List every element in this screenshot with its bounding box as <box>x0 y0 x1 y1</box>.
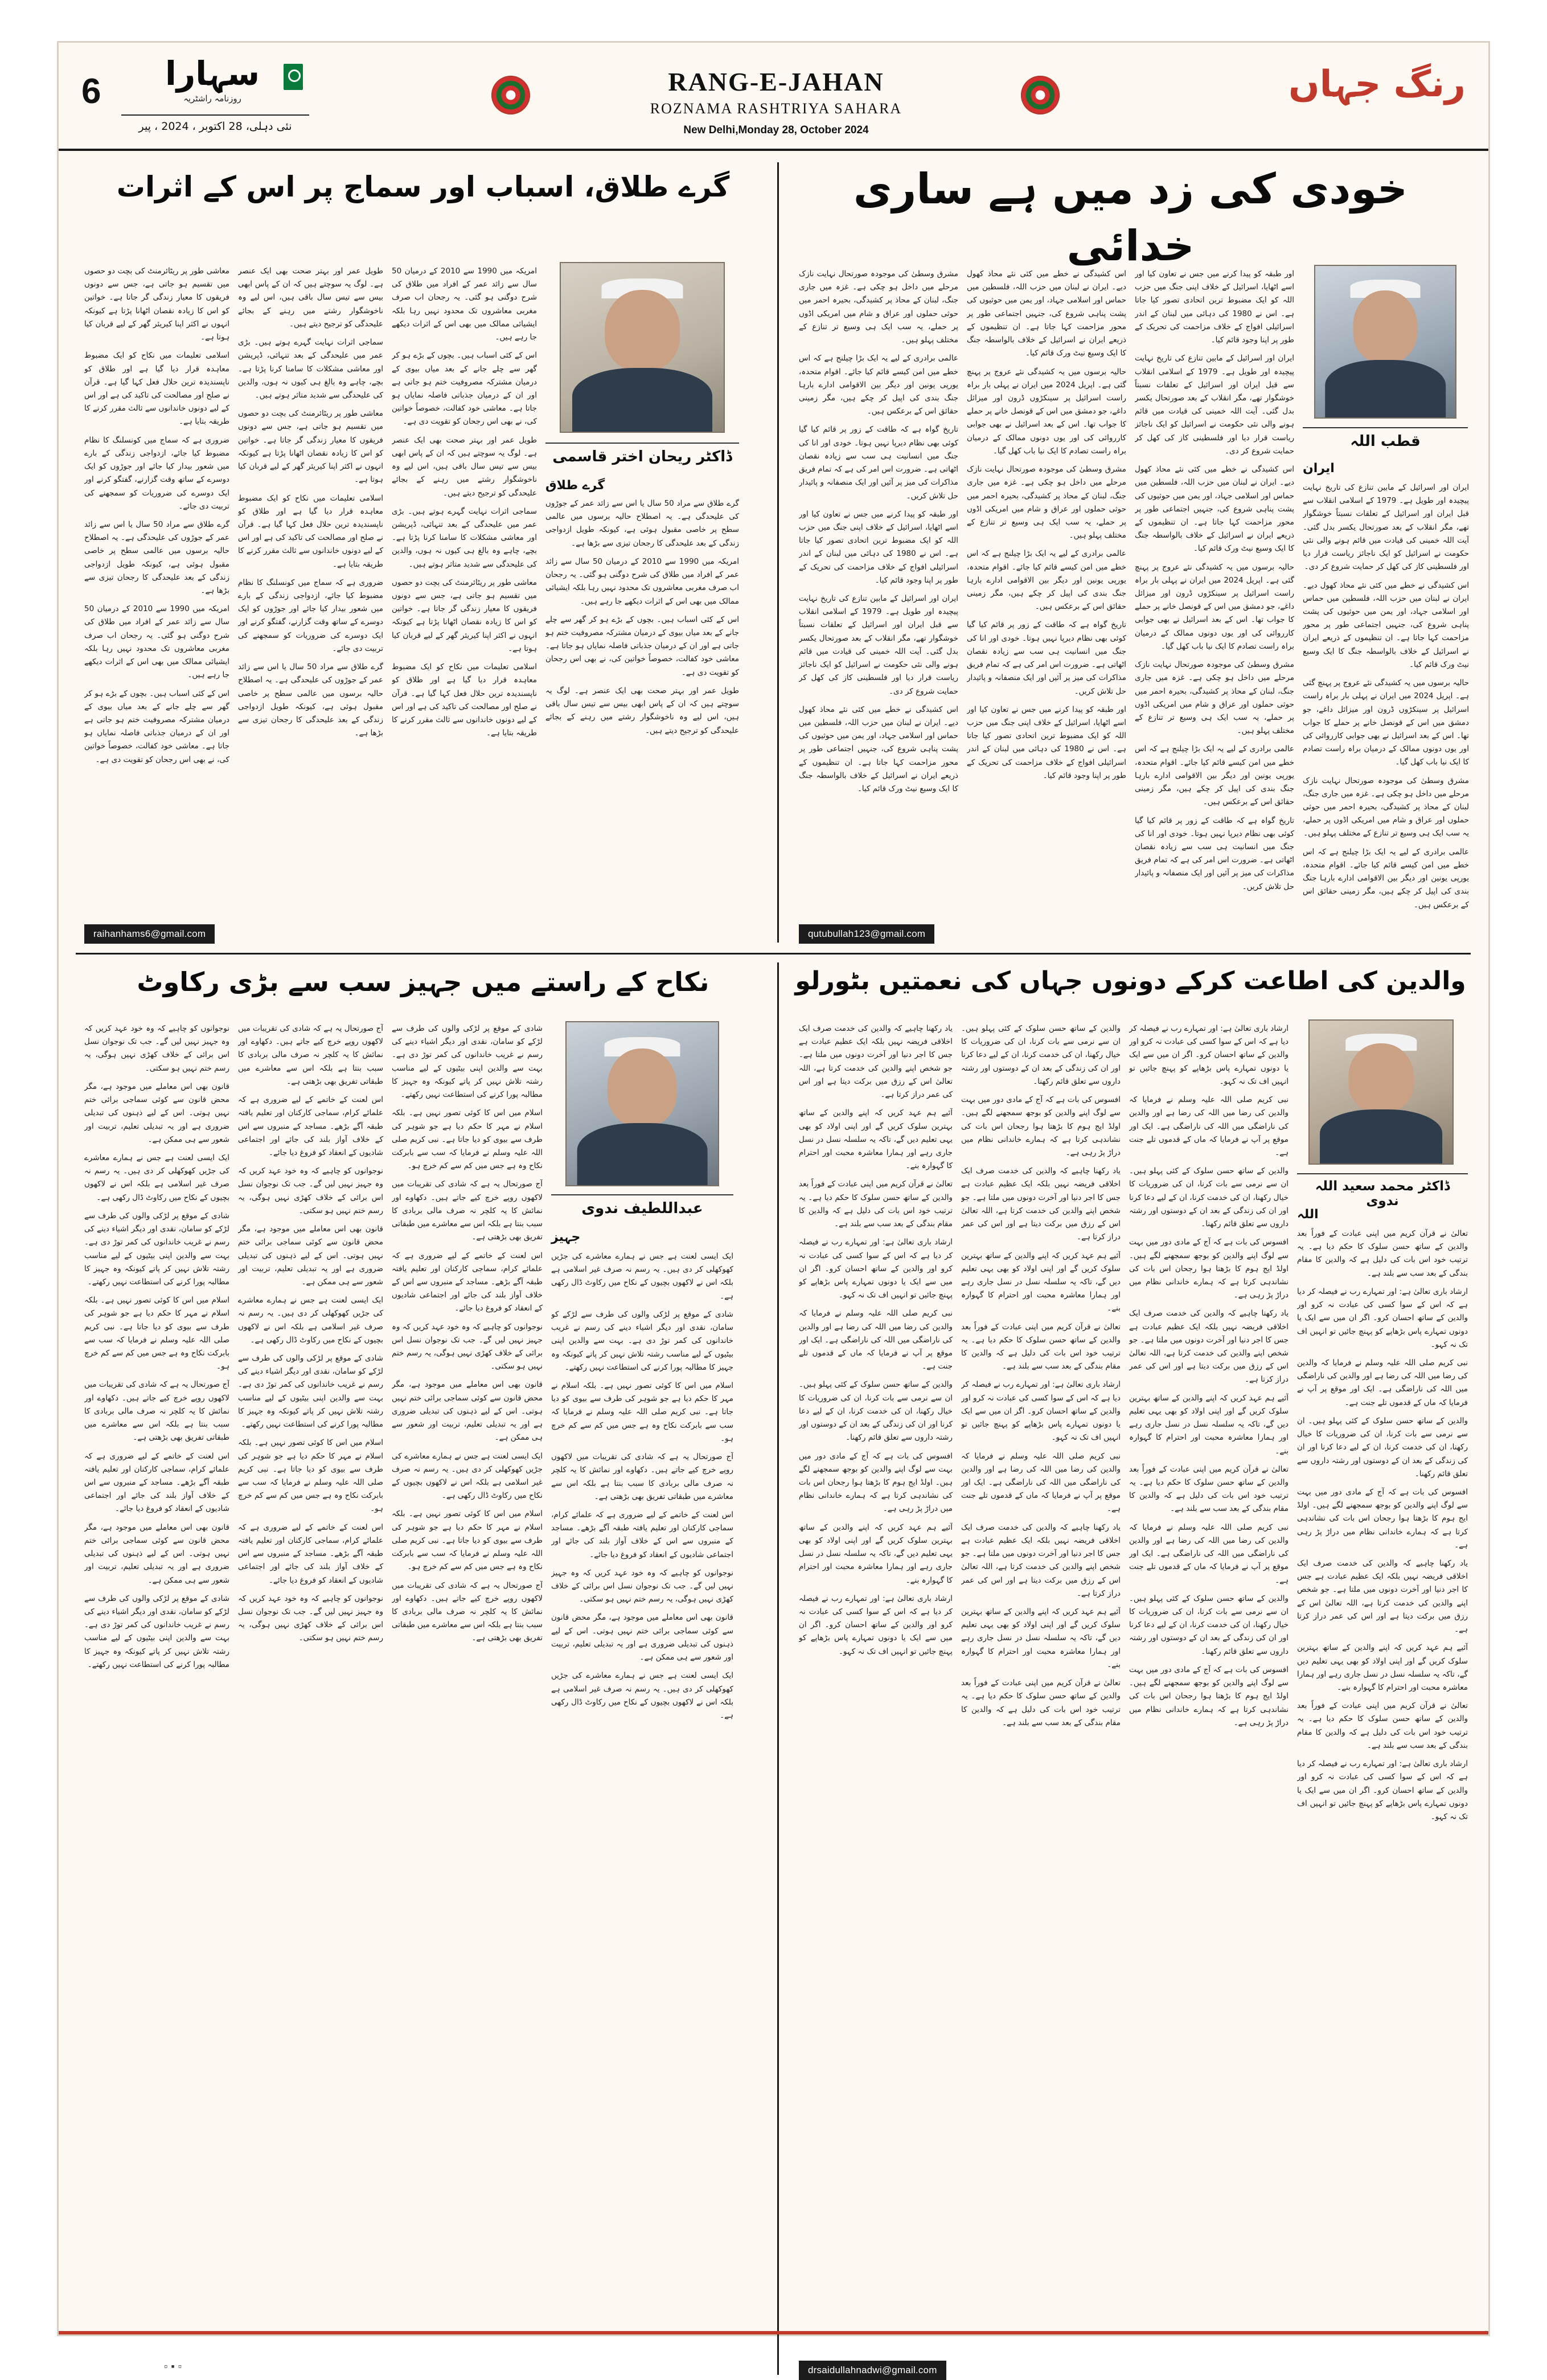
rosette-right-icon <box>1021 76 1060 114</box>
article-waldain-col-1: تعالیٰ نے قرآن کریم میں اپنی عبادت کے فوراً بعد والدین کے ساتھ حسن سلوک کا حکم دیا ہے۔ یہ ترتیب خود اس بات کی دلیل ہے کہ والدین کا مقام بندگی کے بعد سب سے بلند ہے۔ ارشاد باری تعالیٰ ہے: اور تمہارے رب نے فیصلہ کر دیا ہے کہ اس کے سوا کسی کی عبادت نہ کرو اور والدین کے ساتھ احسان کرو۔ اگر ان میں سے ایک یا دونوں تمہارے پاس بڑھاپے کو پہنچ جائیں تو انہیں اف تک نہ کہو۔ نبی کریم صلی اللہ علیہ وسلم نے فرمایا کہ والدین کی رضا میں اللہ کی رضا ہے اور والدین کی ناراضگی میں اللہ کی ناراضگی ہے۔ ایک اور موقع پر آپ نے فرمایا کہ ماں کے قدموں تلے جنت ہے۔ والدین کے ساتھ حسن سلوک کے کئی پہلو ہیں۔ ان سے نرمی سے بات کرنا، ان کی ضروریات کا خیال رکھنا، ان کی خدمت کرنا، ان کے لیے دعا کرنا اور ان کی زندگی کے بعد ان کے دوستوں اور رشتہ داروں سے تعلق قائم رکھنا۔ افسوس کی بات ہے کہ آج کے مادی دور میں بہت سے لوگ اپنے والدین کو بوجھ سمجھنے لگے ہیں۔ اولڈ ایج ہوم کا بڑھتا ہوا رجحان اس بات کی نشاندہی کرتا ہے کہ ہمارے خاندانی نظام میں دراڑ پڑ رہی ہے۔ یاد رکھنا چاہیے کہ والدین کی خدمت صرف ایک اخلاقی فریضہ نہیں بلکہ ایک عظیم عبادت ہے جس کا اجر دنیا اور آخرت دونوں میں ملتا ہے۔ جو شخص اپنے والدین کی خدمت کرتا ہے، اللہ تعالیٰ اس کے رزق میں برکت دیتا ہے اور اس کی عمر دراز کرتا ہے۔ آئیے ہم عہد کریں کہ اپنے والدین کے ساتھ بہترین سلوک کریں گے اور اپنی اولاد کو بھی یہی تعلیم دیں گے، تاکہ یہ سلسلہ نسل در نسل جاری رہے اور ہمارا معاشرہ محبت اور احترام کا گہوارہ بنے۔ تعالیٰ نے قرآن کریم میں اپنی عبادت کے فوراً بعد والدین کے ساتھ حسن سلوک کا حکم دیا ہے۔ یہ ترتیب خود اس بات کی دلیل ہے کہ والدین کا مقام بندگی کے بعد سب سے بلند ہے۔ ارشاد باری تعالیٰ ہے: اور تمہارے رب نے فیصلہ کر دیا ہے کہ اس کے سوا کسی کی عبادت نہ کرو اور والدین کے ساتھ احسان کرو۔ اگر ان میں سے ایک یا دونوں تمہارے پاس بڑھاپے کو پہنچ جائیں تو انہیں اف تک نہ کہو۔ <box>1297 1229 1468 1821</box>
article-khudi-lead-label: ایران <box>1303 461 1335 476</box>
divider-vertical-top <box>777 162 779 943</box>
author-photo-raihan <box>560 262 725 433</box>
byline-qutubullah <box>1303 427 1468 450</box>
section-date: New Delhi,Monday 28, October 2024 <box>683 124 869 136</box>
article-khudi-col-2: اور طبقہ کو پیدا کرنے میں جس نے تعاون کیا اور اسے اٹھایا، اسرائیل کے خلاف اپنی جنگ میں حزب اللہ کو ایک مضبوط ترین اتحادی تصور کیا جاتا ہے۔ اس نے 1980 کی دہائی میں لبنان کے اندر اسرائیلی افواج کے خلاف مزاحمت کی تحریک کے طور پر اپنا وجود قائم کیا۔ ایران اور اسرائیل کے مابین تنازع کی تاریخ نہایت پیچیدہ اور طویل ہے۔ 1979 کے اسلامی انقلاب سے قبل ایران اور اسرائیل کے تعلقات نسبتاً خوشگوار تھے، مگر انقلاب کے بعد صورتحال یکسر بدل گئی۔ آیت اللہ خمینی کی قیادت میں قائم ہونے والی نئی حکومت نے اسرائیل کو ایک ناجائز ریاست قرار دیا اور فلسطینی کاز کی کھل کر حمایت شروع کر دی۔ اس کشیدگی نے خطے میں کئی نئے محاذ کھول دیے۔ ایران نے لبنان میں حزب اللہ، فلسطین میں حماس اور اسلامی جہاد، اور یمن میں حوثیوں کی پشت پناہی شروع کی، جنہیں اجتماعی طور پر محور مزاحمت کہا جاتا ہے۔ ان تنظیموں کے ذریعے ایران نے اسرائیل کے خلاف بالواسطہ جنگ کا ایک وسیع نیٹ ورک قائم کیا۔ حالیہ برسوں میں یہ کشیدگی نئے عروج پر پہنچ گئی ہے۔ اپریل 2024 میں ایران نے پہلی بار براہ راست اسرائیل پر سینکڑوں ڈرون اور میزائل داغے، جو دمشق میں اس کے قونصل خانے پر حملے کا جواب تھا۔ اس کے بعد اسرائیل نے بھی جوابی کارروائی کی اور یوں دونوں ممالک کے درمیان براہ راست تصادم کا ایک نیا باب کھل گیا۔ مشرق وسطیٰ کی موجودہ صورتحال نہایت نازک مرحلے میں داخل ہو چکی ہے۔ غزہ میں جاری جنگ، لبنان کے محاذ پر کشیدگی، بحیرہ احمر میں حوثی حملوں اور عراق و شام میں امریکی اڈوں پر حملے، یہ سب ایک ہی وسیع تر تنازع کے مختلف پہلو ہیں۔ عالمی برادری کے لیے یہ ایک بڑا چیلنج ہے کہ اس خطے میں امن کیسے قائم کیا جائے۔ اقوام متحدہ، یورپی یونین اور دیگر بین الاقوامی ادارے بارہا جنگ بندی کی اپیل کر چکے ہیں، مگر زمینی حقائق اس کے برعکس ہیں۔ تاریخ گواہ ہے کہ طاقت کے زور پر قائم کیا گیا کوئی بھی نظام دیرپا نہیں ہوتا۔ خودی اور انا کی جنگ میں انسانیت ہی سب سے زیادہ نقصان اٹھاتی ہے۔ ضرورت اس امر کی ہے کہ تمام فریق مذاکرات کی میز پر آئیں اور ایک منصفانہ و پائیدار حل تلاش کریں۔ <box>1135 269 1294 891</box>
article-waldain-col-3: والدین کے ساتھ حسن سلوک کے کئی پہلو ہیں۔ ان سے نرمی سے بات کرنا، ان کی ضروریات کا خیال رکھنا، ان کی خدمت کرنا، ان کے لیے دعا کرنا اور ان کی زندگی کے بعد ان کے دوستوں اور رشتہ داروں سے تعلق قائم رکھنا۔ افسوس کی بات ہے کہ آج کے مادی دور میں بہت سے لوگ اپنے والدین کو بوجھ سمجھنے لگے ہیں۔ اولڈ ایج ہوم کا بڑھتا ہوا رجحان اس بات کی نشاندہی کرتا ہے کہ ہمارے خاندانی نظام میں دراڑ پڑ رہی ہے۔ یاد رکھنا چاہیے کہ والدین کی خدمت صرف ایک اخلاقی فریضہ نہیں بلکہ ایک عظیم عبادت ہے جس کا اجر دنیا اور آخرت دونوں میں ملتا ہے۔ جو شخص اپنے والدین کی خدمت کرتا ہے، اللہ تعالیٰ اس کے رزق میں برکت دیتا ہے اور اس کی عمر دراز کرتا ہے۔ آئیے ہم عہد کریں کہ اپنے والدین کے ساتھ بہترین سلوک کریں گے اور اپنی اولاد کو بھی یہی تعلیم دیں گے، تاکہ یہ سلسلہ نسل در نسل جاری رہے اور ہمارا معاشرہ محبت اور احترام کا گہوارہ بنے۔ تعالیٰ نے قرآن کریم میں اپنی عبادت کے فوراً بعد والدین کے ساتھ حسن سلوک کا حکم دیا ہے۔ یہ ترتیب خود اس بات کی دلیل ہے کہ والدین کا مقام بندگی کے بعد سب سے بلند ہے۔ ارشاد باری تعالیٰ ہے: اور تمہارے رب نے فیصلہ کر دیا ہے کہ اس کے سوا کسی کی عبادت نہ کرو اور والدین کے ساتھ احسان کرو۔ اگر ان میں سے ایک یا دونوں تمہارے پاس بڑھاپے کو پہنچ جائیں تو انہیں اف تک نہ کہو۔ نبی کریم صلی اللہ علیہ وسلم نے فرمایا کہ والدین کی رضا میں اللہ کی رضا ہے اور والدین کی ناراضگی میں اللہ کی ناراضگی ہے۔ ایک اور موقع پر آپ نے فرمایا کہ ماں کے قدموں تلے جنت ہے۔ یاد رکھنا چاہیے کہ والدین کی خدمت صرف ایک اخلاقی فریضہ نہیں بلکہ ایک عظیم عبادت ہے جس کا اجر دنیا اور آخرت دونوں میں ملتا ہے۔ جو شخص اپنے والدین کی خدمت کرتا ہے، اللہ تعالیٰ اس کے رزق میں برکت دیتا ہے اور اس کی عمر دراز کرتا ہے۔ آئیے ہم عہد کریں کہ اپنے والدین کے ساتھ بہترین سلوک کریں گے اور اپنی اولاد کو بھی یہی تعلیم دیں گے، تاکہ یہ سلسلہ نسل در نسل جاری رہے اور ہمارا معاشرہ محبت اور احترام کا گہوارہ بنے۔ تعالیٰ نے قرآن کریم میں اپنی عبادت کے فوراً بعد والدین کے ساتھ حسن سلوک کا حکم دیا ہے۔ یہ ترتیب خود اس بات کی دلیل ہے کہ والدین کا مقام بندگی کے بعد سب سے بلند ہے۔ <box>961 1024 1121 1727</box>
divider-horizontal-main <box>76 953 1471 955</box>
article-talaq-col-1: گرے طلاق سے مراد 50 سال یا اس سے زائد عمر کے جوڑوں کی علیحدگی ہے۔ یہ اصطلاح حالیہ برسوں میں عالمی سطح پر خاصی مقبول ہوئی ہے، کیونکہ طویل ازدواجی زندگی کے بعد علیحدگی کا رجحان تیزی سے بڑھا ہے۔ امریکہ میں 1990 سے 2010 کے درمیان 50 سال سے زائد عمر کے افراد میں طلاق کی شرح دوگنی ہو گئی۔ یہ رجحان اب صرف مغربی معاشروں تک محدود نہیں رہا بلکہ ایشیائی ممالک میں بھی اس کے اثرات دیکھے جا رہے ہیں۔ اس کے کئی اسباب ہیں۔ بچوں کے بڑے ہو کر گھر سے چلے جانے کے بعد میاں بیوی کے درمیان مشترکہ مصروفیت ختم ہو جاتی ہے اور ان کے درمیان جذباتی فاصلہ نمایاں ہو جاتا ہے۔ معاشی خود کفالت، خصوصاً خواتین کی، نے بھی اس رجحان کو تقویت دی ہے۔ طویل عمر اور بہتر صحت بھی ایک عنصر ہے۔ لوگ یہ سوچتے ہیں کہ ان کے پاس ابھی بیس سے تیس سال باقی ہیں، اس لیے وہ ناخوشگوار رشتے میں رہنے کے بجائے علیحدگی کو ترجیح دیتے ہیں۔ <box>545 499 739 735</box>
article-waldain-col-2: ارشاد باری تعالیٰ ہے: اور تمہارے رب نے فیصلہ کر دیا ہے کہ اس کے سوا کسی کی عبادت نہ کرو اور والدین کے ساتھ احسان کرو۔ اگر ان میں سے ایک یا دونوں تمہارے پاس بڑھاپے کو پہنچ جائیں تو انہیں اف تک نہ کہو۔ نبی کریم صلی اللہ علیہ وسلم نے فرمایا کہ والدین کی رضا میں اللہ کی رضا ہے اور والدین کی ناراضگی میں اللہ کی ناراضگی ہے۔ ایک اور موقع پر آپ نے فرمایا کہ ماں کے قدموں تلے جنت ہے۔ والدین کے ساتھ حسن سلوک کے کئی پہلو ہیں۔ ان سے نرمی سے بات کرنا، ان کی ضروریات کا خیال رکھنا، ان کی خدمت کرنا، ان کے لیے دعا کرنا اور ان کی زندگی کے بعد ان کے دوستوں اور رشتہ داروں سے تعلق قائم رکھنا۔ افسوس کی بات ہے کہ آج کے مادی دور میں بہت سے لوگ اپنے والدین کو بوجھ سمجھنے لگے ہیں۔ اولڈ ایج ہوم کا بڑھتا ہوا رجحان اس بات کی نشاندہی کرتا ہے کہ ہمارے خاندانی نظام میں دراڑ پڑ رہی ہے۔ یاد رکھنا چاہیے کہ والدین کی خدمت صرف ایک اخلاقی فریضہ نہیں بلکہ ایک عظیم عبادت ہے جس کا اجر دنیا اور آخرت دونوں میں ملتا ہے۔ جو شخص اپنے والدین کی خدمت کرتا ہے، اللہ تعالیٰ اس کے رزق میں برکت دیتا ہے اور اس کی عمر دراز کرتا ہے۔ آئیے ہم عہد کریں کہ اپنے والدین کے ساتھ بہترین سلوک کریں گے اور اپنی اولاد کو بھی یہی تعلیم دیں گے، تاکہ یہ سلسلہ نسل در نسل جاری رہے اور ہمارا معاشرہ محبت اور احترام کا گہوارہ بنے۔ تعالیٰ نے قرآن کریم میں اپنی عبادت کے فوراً بعد والدین کے ساتھ حسن سلوک کا حکم دیا ہے۔ یہ ترتیب خود اس بات کی دلیل ہے کہ والدین کا مقام بندگی کے بعد سب سے بلند ہے۔ نبی کریم صلی اللہ علیہ وسلم نے فرمایا کہ والدین کی رضا میں اللہ کی رضا ہے اور والدین کی ناراضگی میں اللہ کی ناراضگی ہے۔ ایک اور موقع پر آپ نے فرمایا کہ ماں کے قدموں تلے جنت ہے۔ والدین کے ساتھ حسن سلوک کے کئی پہلو ہیں۔ ان سے نرمی سے بات کرنا، ان کی ضروریات کا خیال رکھنا، ان کی خدمت کرنا، ان کے لیے دعا کرنا اور ان کی زندگی کے بعد ان کے دوستوں اور رشتہ داروں سے تعلق قائم رکھنا۔ افسوس کی بات ہے کہ آج کے مادی دور میں بہت سے لوگ اپنے والدین کو بوجھ سمجھنے لگے ہیں۔ اولڈ ایج ہوم کا بڑھتا ہوا رجحان اس بات کی نشاندہی کرتا ہے کہ ہمارے خاندانی نظام میں دراڑ پڑ رہی ہے۔ <box>1129 1024 1289 1727</box>
byline-raihan <box>545 443 739 465</box>
article-talaq-col-3: طویل عمر اور بہتر صحت بھی ایک عنصر ہے۔ لوگ یہ سوچتے ہیں کہ ان کے پاس ابھی بیس سے تیس سال باقی ہیں، اس لیے وہ ناخوشگوار رشتے میں رہنے کے بجائے علیحدگی کو ترجیح دیتے ہیں۔ سماجی اثرات نہایت گہرے ہوتے ہیں۔ بڑی عمر میں علیحدگی کے بعد تنہائی، ڈپریشن اور معاشی مشکلات کا سامنا کرنا پڑتا ہے۔ بچے، چاہے وہ بالغ ہی کیوں نہ ہوں، والدین کی علیحدگی سے شدید متاثر ہوتے ہیں۔ معاشی طور پر ریٹائرمنٹ کی بچت دو حصوں میں تقسیم ہو جاتی ہے، جس سے دونوں فریقوں کا معیار زندگی گر جاتا ہے۔ خواتین کو اس کا زیادہ نقصان اٹھانا پڑتا ہے کیونکہ انہوں نے اکثر اپنا کیریئر گھر کے لیے قربان کیا ہوتا ہے۔ اسلامی تعلیمات میں نکاح کو ایک مضبوط معاہدہ قرار دیا گیا ہے اور طلاق کو ناپسندیدہ ترین حلال فعل کہا گیا ہے۔ قرآن نے صلح اور مصالحت کی تاکید کی ہے اور اس کے لیے دونوں خاندانوں سے ثالث مقرر کرنے کا طریقہ بتایا ہے۔ ضروری ہے کہ سماج میں کونسلنگ کا نظام مضبوط کیا جائے، ازدواجی زندگی کے بارے میں شعور بیدار کیا جائے اور جوڑوں کو ایک دوسرے کے ساتھ وقت گزارنے، گفتگو کرنے اور ایک دوسرے کی ضروریات کو سمجھنے کی تربیت دی جائے۔ گرے طلاق سے مراد 50 سال یا اس سے زائد عمر کے جوڑوں کی علیحدگی ہے۔ یہ اصطلاح حالیہ برسوں میں عالمی سطح پر خاصی مقبول ہوئی ہے، کیونکہ طویل ازدواجی زندگی کے بعد علیحدگی کا رجحان تیزی سے بڑھا ہے۔ <box>238 267 383 738</box>
author-name: قطب اللہ <box>1350 433 1421 450</box>
article-nikah-headline: نکاح کے راستے میں جہیز سب سے بڑی رکاوٹ <box>137 966 709 997</box>
article-talaq-headline: گرے طلاق، اسباب اور سماج پر اس کے اثرات <box>116 170 730 203</box>
masthead <box>59 43 1488 151</box>
author-photo-saidullah <box>1308 1019 1454 1165</box>
author-photo-qutubullah <box>1314 265 1456 419</box>
rosette-left-icon <box>491 76 530 114</box>
article-waldain-email[interactable]: drsaidullahnadwi@gmail.com <box>799 2361 946 2380</box>
article-talaq-lead-label: گرے طلاق <box>545 478 605 493</box>
article-talaq-email[interactable]: raihanhams6@gmail.com <box>84 924 215 944</box>
newspaper-page: 6 سہارا روزنامہ راشٹریہ نئی دہلی، 28 اکتوبر ، 2024 ، پیر RANG-E-JAHAN ROZNAMA RASHTRIYA SAHARA New Delhi,Monday 28, October 2024 رنگ جہاں خودی کی زد میں ہے ساری خدائی قطب اللہ ایران ایران اور اسرائیل کے مابین تنازع کی تاریخ نہایت پیچیدہ اور طویل ہے۔ 1979 کے اسلامی انقلاب سے قبل ایران اور اسرائیل کے تعلقات نسبتاً خوشگوار تھے، مگر انقلاب کے بعد صورتحال یکسر بدل گئی۔ آیت اللہ خمینی کی قیادت میں قائم ہونے والی نئی حکومت نے اسرائیل کو ایک ناجائز ریاست قرار دیا اور فلسطینی کاز کی کھل کر حمایت شروع کر دی۔ اس کشیدگی نے خطے میں کئی نئے محاذ کھول دیے۔ ایران نے لبنان میں حزب اللہ، فلسطین میں حماس اور اسلامی جہاد، اور یمن میں حوثیوں کی پشت پناہی شروع کی، جنہیں اجتماعی طور پر محور مزاحمت کہا جاتا ہے۔ ان تنظیموں کے ذریعے ایران نے اسرائیل کے خلاف بالواسطہ جنگ کا ایک وسیع نیٹ ورک قائم کیا۔ حالیہ برسوں میں یہ کشیدگی نئے عروج پر پہنچ گئی ہے۔ اپریل 2024 میں ایران نے پہلی بار براہ راست اسرائیل پر سینکڑوں ڈرون اور میزائل داغے، جو دمشق میں اس کے قونصل خانے پر حملے کا جواب تھا۔ اس کے بعد اسرائیل نے بھی جوابی کارروائی کی اور یوں دونوں ممالک کے درمیان براہ راست تصادم کا ایک نیا باب کھل گیا۔ مشرق وسطیٰ کی موجودہ صورتحال نہایت نازک مرحلے میں داخل ہو چکی ہے۔ غزہ میں جاری جنگ، لبنان کے محاذ پر کشیدگی، بحیرہ احمر میں حوثی حملوں اور عراق و شام میں امریکی اڈوں پر حملے، یہ سب ایک ہی وسیع تر تنازع کے مختلف پہلو ہیں۔ عالمی برادری کے لیے یہ ایک بڑا چیلنج ہے کہ اس خطے میں امن کیسے قائم کیا جائے۔ اقوام متحدہ، یورپی یونین اور دیگر بین الاقوامی ادارے بارہا جنگ بندی کی اپیل کر چکے ہیں، مگر زمینی حقائق اس کے برعکس ہیں۔ اور طبقہ کو پیدا کرنے میں جس نے تعاون کیا اور اسے اٹھایا، اسرائیل کے خلاف اپنی جنگ میں حزب اللہ کو ایک مضبوط ترین اتحادی تصور کیا جاتا ہے۔ اس نے 1980 کی دہائی میں لبنان کے اندر اسرائیلی افواج کے خلاف مزاحمت کی تحریک کے طور پر اپنا وجود قائم کیا۔ ایران اور اسرائیل کے مابین تنازع کی تاریخ نہایت پیچیدہ اور طویل ہے۔ 1979 کے اسلامی انقلاب سے قبل ایران اور اسرائیل کے تعلقات نسبتاً خوشگوار تھے، مگر انقلاب کے بعد صورتحال یکسر بدل گئی۔ آیت اللہ خمینی کی قیادت میں قائم ہونے والی نئی حکومت نے اسرائیل کو ایک ناجائز ریاست قرار دیا اور فلسطینی کاز کی کھل کر حمایت شروع کر دی۔ اس کشیدگی نے خطے میں کئی نئے محاذ کھول دیے۔ ایران نے لبنان میں حزب اللہ، فلسطین میں حماس اور اسلامی جہاد، اور یمن میں حوثیوں کی پشت پناہی شروع کی، جنہیں اجتماعی طور پر محور مزاحمت کہا جاتا ہے۔ ان تنظیموں کے ذریعے ایران نے اسرائیل کے خلاف بالواسطہ جنگ کا ایک وسیع نیٹ ورک قائم کیا۔ حالیہ برسوں میں یہ کشیدگی نئے عروج پر پہنچ گئی ہے۔ اپریل 2024 میں ایران نے پہلی بار براہ راست اسرائیل پر سینکڑوں ڈرون اور میزائل داغے، جو دمشق میں اس کے قونصل خانے پر حملے کا جواب تھا۔ اس کے بعد اسرائیل نے بھی جوابی کارروائی کی اور یوں دونوں ممالک کے درمیان براہ راست تصادم کا ایک نیا باب کھل گیا۔ مشرق وسطیٰ کی موجودہ صورتحال نہایت نازک مرحلے میں داخل ہو چکی ہے۔ غزہ میں جاری جنگ، لبنان کے محاذ پر کشیدگی، بحیرہ احمر میں حوثی حملوں اور عراق و شام میں امریکی اڈوں پر حملے، یہ سب ایک ہی وسیع تر تنازع کے مختلف پہلو ہیں۔ عالمی برادری کے لیے یہ ایک بڑا چیلنج ہے کہ اس خطے میں امن کیسے قائم کیا جائے۔ اقوام متحدہ، یورپی یونین اور دیگر بین الاقوامی ادارے بارہا جنگ بندی کی اپیل کر چکے ہیں، مگر زمینی حقائق اس کے برعکس ہیں۔ تاریخ گواہ ہے کہ طاقت کے زور پر قائم کیا گیا کوئی بھی نظام دیرپا نہیں ہوتا۔ خودی اور انا کی جنگ میں انسانیت ہی سب سے زیادہ نقصان اٹھاتی ہے۔ ضرورت اس امر کی ہے کہ تمام فریق مذاکرات کی میز پر آئیں اور ایک منصفانہ و پائیدار حل تلاش کریں۔ اس کشیدگی نے خطے میں کئی نئے محاذ کھول دیے۔ ایران نے لبنان میں حزب اللہ، فلسطین میں حماس اور اسلامی جہاد، اور یمن میں حوثیوں کی پشت پناہی شروع کی، جنہیں اجتماعی طور پر محور مزاحمت کہا جاتا ہے۔ ان تنظیموں کے ذریعے ایران نے اسرائیل کے خلاف بالواسطہ جنگ کا ایک وسیع نیٹ ورک قائم کیا۔ حالیہ برسوں میں یہ کشیدگی نئے عروج پر پہنچ گئی ہے۔ اپریل 2024 میں ایران نے پہلی بار براہ راست اسرائیل پر سینکڑوں ڈرون اور میزائل داغے، جو دمشق میں اس کے قونصل خانے پر حملے کا جواب تھا۔ اس کے بعد اسرائیل نے بھی جوابی کارروائی کی اور یوں دونوں ممالک کے درمیان براہ راست تصادم کا ایک نیا باب کھل گیا۔ مشرق وسطیٰ کی موجودہ صورتحال نہایت نازک مرحلے میں داخل ہو چکی ہے۔ غزہ میں جاری جنگ، لبنان کے محاذ پر کشیدگی، بحیرہ احمر میں حوثی حملوں اور عراق و شام میں امریکی اڈوں پر حملے، یہ سب ایک ہی وسیع تر تنازع کے مختلف پہلو ہیں۔ عالمی برادری کے لیے یہ ایک بڑا چیلنج ہے کہ اس خطے میں امن کیسے قائم کیا جائے۔ اقوام متحدہ، یورپی یونین اور دیگر بین الاقوامی ادارے بارہا جنگ بندی کی اپیل کر چکے ہیں، مگر زمینی حقائق اس کے برعکس ہیں۔ تاریخ گواہ ہے کہ طاقت کے زور پر قائم کیا گیا کوئی بھی نظام دیرپا نہیں ہوتا۔ خودی اور انا کی جنگ میں انسانیت ہی سب سے زیادہ نقصان اٹھاتی ہے۔ ضرورت اس امر کی ہے کہ تمام فریق مذاکرات کی میز پر آئیں اور ایک منصفانہ و پائیدار حل تلاش کریں۔ اور طبقہ کو پیدا کرنے میں جس نے تعاون کیا اور اسے اٹھایا، اسرائیل کے خلاف اپنی جنگ میں حزب اللہ کو ایک مضبوط ترین اتحادی تصور کیا جاتا ہے۔ اس نے 1980 کی دہائی میں لبنان کے اندر اسرائیلی افواج کے خلاف مزاحمت کی تحریک کے طور پر اپنا وجود قائم کیا۔ مشرق وسطیٰ کی موجودہ صورتحال نہایت نازک مرحلے میں داخل ہو چکی ہے۔ غزہ میں جاری جنگ، لبنان کے محاذ پر کشیدگی، بحیرہ احمر میں حوثی حملوں اور عراق و شام میں امریکی اڈوں پر حملے، یہ سب ایک ہی وسیع تر تنازع کے مختلف پہلو ہیں۔ عالمی برادری کے لیے یہ ایک بڑا چیلنج ہے کہ اس خطے میں امن کیسے قائم کیا جائے۔ اقوام متحدہ، یورپی یونین اور دیگر بین الاقوامی ادارے بارہا جنگ بندی کی اپیل کر چکے ہیں، مگر زمینی حقائق اس کے برعکس ہیں۔ تاریخ گواہ ہے کہ طاقت کے زور پر قائم کیا گیا کوئی بھی نظام دیرپا نہیں ہوتا۔ خودی اور انا کی جنگ میں انسانیت ہی سب سے زیادہ نقصان اٹھاتی ہے۔ ضرورت اس امر کی ہے کہ تمام فریق مذاکرات کی میز پر آئیں اور ایک منصفانہ و پائیدار حل تلاش کریں۔ اور طبقہ کو پیدا کرنے میں جس نے تعاون کیا اور اسے اٹھایا، اسرائیل کے خلاف اپنی جنگ میں حزب اللہ کو ایک مضبوط ترین اتحادی تصور کیا جاتا ہے۔ اس نے 1980 کی دہائی میں لبنان کے اندر اسرائیلی افواج کے خلاف مزاحمت کی تحریک کے طور پر اپنا وجود قائم کیا۔ ایران اور اسرائیل کے مابین تنازع کی تاریخ نہایت پیچیدہ اور طویل ہے۔ 1979 کے اسلامی انقلاب سے قبل ایران اور اسرائیل کے تعلقات نسبتاً خوشگوار تھے، مگر انقلاب کے بعد صورتحال یکسر بدل گئی۔ آیت اللہ خمینی کی قیادت میں قائم ہونے والی نئی حکومت نے اسرائیل کو ایک ناجائز ریاست قرار دیا اور فلسطینی کاز کی کھل کر حمایت شروع کر دی۔ اس کشیدگی نے خطے میں کئی نئے محاذ کھول دیے۔ ایران نے لبنان میں حزب اللہ، فلسطین میں حماس اور اسلامی جہاد، اور یمن میں حوثیوں کی پشت پناہی شروع کی، جنہیں اجتماعی طور پر محور مزاحمت کہا جاتا ہے۔ ان تنظیموں کے ذریعے ایران نے اسرائیل کے خلاف بالواسطہ جنگ کا ایک وسیع نیٹ ورک قائم کیا۔ qutubullah123@gmail.com گرے طلاق، اسباب اور سماج پر اس کے اثرات ڈاکٹر ریحان اختر قاسمی گرے طلاق گرے طلاق سے مراد 50 سال یا اس سے زائد عمر کے جوڑوں کی علیحدگی ہے۔ یہ اصطلاح حالیہ برسوں میں عالمی سطح پر خاصی مقبول ہوئی ہے، کیونکہ طویل ازدواجی زندگی کے بعد علیحدگی کا رجحان تیزی سے بڑھا ہے۔ امریکہ میں 1990 سے 2010 کے درمیان 50 سال سے زائد عمر کے افراد میں طلاق کی شرح دوگنی ہو گئی۔ یہ رجحان اب صرف مغربی معاشروں تک محدود نہیں رہا بلکہ ایشیائی ممالک میں بھی اس کے اثرات دیکھے جا رہے ہیں۔ اس کے کئی اسباب ہیں۔ بچوں کے بڑے ہو کر گھر سے چلے جانے کے بعد میاں بیوی کے درمیان مشترکہ مصروفیت ختم ہو جاتی ہے اور ان کے درمیان جذباتی فاصلہ نمایاں ہو جاتا ہے۔ معاشی خود کفالت، خصوصاً خواتین کی، نے بھی اس رجحان کو تقویت دی ہے۔ طویل عمر اور بہتر صحت بھی ایک عنصر ہے۔ لوگ یہ سوچتے ہیں کہ ان کے پاس ابھی بیس سے تیس سال باقی ہیں، اس لیے وہ ناخوشگوار رشتے میں رہنے کے بجائے علیحدگی کو ترجیح دیتے ہیں۔ امریکہ میں 1990 سے 2010 کے درمیان 50 سال سے زائد عمر کے افراد میں طلاق کی شرح دوگنی ہو گئی۔ یہ رجحان اب صرف مغربی معاشروں تک محدود نہیں رہا بلکہ ایشیائی ممالک میں بھی اس کے اثرات دیکھے جا رہے ہیں۔ اس کے کئی اسباب ہیں۔ بچوں کے بڑے ہو کر گھر سے چلے جانے کے بعد میاں بیوی کے درمیان مشترکہ مصروفیت ختم ہو جاتی ہے اور ان کے درمیان جذباتی فاصلہ نمایاں ہو جاتا ہے۔ معاشی خود کفالت، خصوصاً خواتین کی، نے بھی اس رجحان کو تقویت دی ہے۔ طویل عمر اور بہتر صحت بھی ایک عنصر ہے۔ لوگ یہ سوچتے ہیں کہ ان کے پاس ابھی بیس سے تیس سال باقی ہیں، اس لیے وہ ناخوشگوار رشتے میں رہنے کے بجائے علیحدگی کو ترجیح دیتے ہیں۔ سماجی اثرات نہایت گہرے ہوتے ہیں۔ بڑی عمر میں علیحدگی کے بعد تنہائی، ڈپریشن اور معاشی مشکلات کا سامنا کرنا پڑتا ہے۔ بچے، چاہے وہ بالغ ہی کیوں نہ ہوں، والدین کی علیحدگی سے شدید متاثر ہوتے ہیں۔ معاشی طور پر ریٹائرمنٹ کی بچت دو حصوں میں تقسیم ہو جاتی ہے، جس سے دونوں فریقوں کا معیار زندگی گر جاتا ہے۔ خواتین کو اس کا زیادہ نقصان اٹھانا پڑتا ہے کیونکہ انہوں نے اکثر اپنا کیریئر گھر کے لیے قربان کیا ہوتا ہے۔ اسلامی تعلیمات میں نکاح کو ایک مضبوط معاہدہ قرار دیا گیا ہے اور طلاق کو ناپسندیدہ ترین حلال فعل کہا گیا ہے۔ قرآن نے صلح اور مصالحت کی تاکید کی ہے اور اس کے لیے دونوں خاندانوں سے ثالث مقرر کرنے کا طریقہ بتایا ہے۔ طویل عمر اور بہتر صحت بھی ایک عنصر ہے۔ لوگ یہ سوچتے ہیں کہ ان کے پاس ابھی بیس سے تیس سال باقی ہیں، اس لیے وہ ناخوشگوار رشتے میں رہنے کے بجائے علیحدگی کو ترجیح دیتے ہیں۔ سماجی اثرات نہایت گہرے ہوتے ہیں۔ بڑی عمر میں علیحدگی کے بعد تنہائی، ڈپریشن اور معاشی مشکلات کا سامنا کرنا پڑتا ہے۔ بچے، چاہے وہ بالغ ہی کیوں نہ ہوں، والدین کی علیحدگی سے شدید متاثر ہوتے ہیں۔ معاشی طور پر ریٹائرمنٹ کی بچت دو حصوں میں تقسیم ہو جاتی ہے، جس سے دونوں فریقوں کا معیار زندگی گر جاتا ہے۔ خواتین کو اس کا زیادہ نقصان اٹھانا پڑتا ہے کیونکہ انہوں نے اکثر اپنا کیریئر گھر کے لیے قربان کیا ہوتا ہے۔ اسلامی تعلیمات میں نکاح کو ایک مضبوط معاہدہ قرار دیا گیا ہے اور طلاق کو ناپسندیدہ ترین حلال فعل کہا گیا ہے۔ قرآن نے صلح اور مصالحت کی تاکید کی ہے اور اس کے لیے دونوں خاندانوں سے ثالث مقرر کرنے کا طریقہ بتایا ہے۔ ضروری ہے کہ سماج میں کونسلنگ کا نظام مضبوط کیا جائے، ازدواجی زندگی کے بارے میں شعور بیدار کیا جائے اور جوڑوں کو ایک دوسرے کے ساتھ وقت گزارنے، گفتگو کرنے اور ایک دوسرے کی ضروریات کو سمجھنے کی تربیت دی جائے۔ گرے طلاق سے مراد 50 سال یا اس سے زائد عمر کے جوڑوں کی علیحدگی ہے۔ یہ اصطلاح حالیہ برسوں میں عالمی سطح پر خاصی مقبول ہوئی ہے، کیونکہ طویل ازدواجی زندگی کے بعد علیحدگی کا رجحان تیزی سے بڑھا ہے۔ معاشی طور پر ریٹائرمنٹ کی بچت دو حصوں میں تقسیم ہو جاتی ہے، جس سے دونوں فریقوں کا معیار زندگی گر جاتا ہے۔ خواتین کو اس کا زیادہ نقصان اٹھانا پڑتا ہے کیونکہ انہوں نے اکثر اپنا کیریئر گھر کے لیے قربان کیا ہوتا ہے۔ اسلامی تعلیمات میں نکاح کو ایک مضبوط معاہدہ قرار دیا گیا ہے اور طلاق کو ناپسندیدہ ترین حلال فعل کہا گیا ہے۔ قرآن نے صلح اور مصالحت کی تاکید کی ہے اور اس کے لیے دونوں خاندانوں سے ثالث مقرر کرنے کا طریقہ بتایا ہے۔ ضروری ہے کہ سماج میں کونسلنگ کا نظام مضبوط کیا جائے، ازدواجی زندگی کے بارے میں شعور بیدار کیا جائے اور جوڑوں کو ایک دوسرے کے ساتھ وقت گزارنے، گفتگو کرنے اور ایک دوسرے کی ضروریات کو سمجھنے کی تربیت دی جائے۔ گرے طلاق سے مراد 50 سال یا اس سے زائد عمر کے جوڑوں کی علیحدگی ہے۔ یہ اصطلاح حالیہ برسوں میں عالمی سطح پر خاصی مقبول ہوئی ہے، کیونکہ طویل ازدواجی زندگی کے بعد علیحدگی کا رجحان تیزی سے بڑھا ہے۔ امریکہ میں 1990 سے 2010 کے درمیان 50 سال سے زائد عمر کے افراد میں طلاق کی شرح دوگنی ہو گئی۔ یہ رجحان اب صرف مغربی معاشروں تک محدود نہیں رہا بلکہ ایشیائی ممالک میں بھی اس کے اثرات دیکھے جا رہے ہیں۔ اس کے کئی اسباب ہیں۔ بچوں کے بڑے ہو کر گھر سے چلے جانے کے بعد میاں بیوی کے درمیان مشترکہ مصروفیت ختم ہو جاتی ہے اور ان کے درمیان جذباتی فاصلہ نمایاں ہو جاتا ہے۔ معاشی خود کفالت، خصوصاً خواتین کی، نے بھی اس رجحان کو تقویت دی ہے۔ raihanhams6@gmail.com والدین کی اطاعت کرکے دونوں جہاں کی نعمتیں بٹورلو ڈاکٹر محمد سعید اللہ ندوی اللہ تعالیٰ نے قرآن کریم میں اپنی عبادت کے فوراً بعد والدین کے ساتھ حسن سلوک کا حکم دیا ہے۔ یہ ترتیب خود اس بات کی دلیل ہے کہ والدین کا مقام بندگی کے بعد سب سے بلند ہے۔ ارشاد باری تعالیٰ ہے: اور تمہارے رب نے فیصلہ کر دیا ہے کہ اس کے سوا کسی کی عبادت نہ کرو اور والدین کے ساتھ احسان کرو۔ اگر ان میں سے ایک یا دونوں تمہارے پاس بڑھاپے کو پہنچ جائیں تو انہیں اف تک نہ کہو۔ نبی کریم صلی اللہ علیہ وسلم نے فرمایا کہ والدین کی رضا میں اللہ کی رضا ہے اور والدین کی ناراضگی میں اللہ کی ناراضگی ہے۔ ایک اور موقع پر آپ نے فرمایا کہ ماں کے قدموں تلے جنت ہے۔ والدین کے ساتھ حسن سلوک کے کئی پہلو ہیں۔ ان سے نرمی سے بات کرنا، ان کی ضروریات کا خیال رکھنا، ان کی خدمت کرنا، ان کے لیے دعا کرنا اور ان کی زندگی کے بعد ان کے دوستوں اور رشتہ داروں سے تعلق قائم رکھنا۔ افسوس کی بات ہے کہ آج کے مادی دور میں بہت سے لوگ اپنے والدین کو بوجھ سمجھنے لگے ہیں۔ اولڈ ایج ہوم کا بڑھتا ہوا رجحان اس بات کی نشاندہی کرتا ہے کہ ہمارے خاندانی نظام میں دراڑ پڑ رہی ہے۔ یاد رکھنا چاہیے کہ والدین کی خدمت صرف ایک اخلاقی فریضہ نہیں بلکہ ایک عظیم عبادت ہے جس کا اجر دنیا اور آخرت دونوں میں ملتا ہے۔ جو شخص اپنے والدین کی خدمت کرتا ہے، اللہ تعالیٰ اس کے رزق میں برکت دیتا ہے اور اس کی عمر دراز کرتا ہے۔ آئیے ہم عہد کریں کہ اپنے والدین کے ساتھ بہترین سلوک کریں گے اور اپنی اولاد کو بھی یہی تعلیم دیں گے، تاکہ یہ سلسلہ نسل در نسل جاری رہے اور ہمارا معاشرہ محبت اور احترام کا گہوارہ بنے۔ تعالیٰ نے قرآن کریم میں اپنی عبادت کے فوراً بعد والدین کے ساتھ حسن سلوک کا حکم دیا ہے۔ یہ ترتیب خود اس بات کی دلیل ہے کہ والدین کا مقام بندگی کے بعد سب سے بلند ہے۔ ارشاد باری تعالیٰ ہے: اور تمہارے رب نے فیصلہ کر دیا ہے کہ اس کے سوا کسی کی عبادت نہ کرو اور والدین کے ساتھ احسان کرو۔ اگر ان میں سے ایک یا دونوں تمہارے پاس بڑھاپے کو پہنچ جائیں تو انہیں اف تک نہ کہو۔ ارشاد باری تعالیٰ ہے: اور تمہارے رب نے فیصلہ کر دیا ہے کہ اس کے سوا کسی کی عبادت نہ کرو اور والدین کے ساتھ احسان کرو۔ اگر ان میں سے ایک یا دونوں تمہارے پاس بڑھاپے کو پہنچ جائیں تو انہیں اف تک نہ کہو۔ نبی کریم صلی اللہ علیہ وسلم نے فرمایا کہ والدین کی رضا میں اللہ کی رضا ہے اور والدین کی ناراضگی میں اللہ کی ناراضگی ہے۔ ایک اور موقع پر آپ نے فرمایا کہ ماں کے قدموں تلے جنت ہے۔ والدین کے ساتھ حسن سلوک کے کئی پہلو ہیں۔ ان سے نرمی سے بات کرنا، ان کی ضروریات کا خیال رکھنا، ان کی خدمت کرنا، ان کے لیے دعا کرنا اور ان کی زندگی کے بعد ان کے دوستوں اور رشتہ داروں سے تعلق قائم رکھنا۔ افسوس کی بات ہے کہ آج کے مادی دور میں بہت سے لوگ اپنے والدین کو بوجھ سمجھنے لگے ہیں۔ اولڈ ایج ہوم کا بڑھتا ہوا رجحان اس بات کی نشاندہی کرتا ہے کہ ہمارے خاندانی نظام میں دراڑ پڑ رہی ہے۔ یاد رکھنا چاہیے کہ والدین کی خدمت صرف ایک اخلاقی فریضہ نہیں بلکہ ایک عظیم عبادت ہے جس کا اجر دنیا اور آخرت دونوں میں ملتا ہے۔ جو شخص اپنے والدین کی خدمت کرتا ہے، اللہ تعالیٰ اس کے رزق میں برکت دیتا ہے اور اس کی عمر دراز کرتا ہے۔ آئیے ہم عہد کریں کہ اپنے والدین کے ساتھ بہترین سلوک کریں گے اور اپنی اولاد کو بھی یہی تعلیم دیں گے، تاکہ یہ سلسلہ نسل در نسل جاری رہے اور ہمارا معاشرہ محبت اور احترام کا گہوارہ بنے۔ تعالیٰ نے قرآن کریم میں اپنی عبادت کے فوراً بعد والدین کے ساتھ حسن سلوک کا حکم دیا ہے۔ یہ ترتیب خود اس بات کی دلیل ہے کہ والدین کا مقام بندگی کے بعد سب سے بلند ہے۔ نبی کریم صلی اللہ علیہ وسلم نے فرمایا کہ والدین کی رضا میں اللہ کی رضا ہے اور والدین کی ناراضگی میں اللہ کی ناراضگی ہے۔ ایک اور موقع پر آپ نے فرمایا کہ ماں کے قدموں تلے جنت ہے۔ والدین کے ساتھ حسن سلوک کے کئی پہلو ہیں۔ ان سے نرمی سے بات کرنا، ان کی ضروریات کا خیال رکھنا، ان کی خدمت کرنا، ان کے لیے دعا کرنا اور ان کی زندگی کے بعد ان کے دوستوں اور رشتہ داروں سے تعلق قائم رکھنا۔ افسوس کی بات ہے کہ آج کے مادی دور میں بہت سے لوگ اپنے والدین کو بوجھ سمجھنے لگے ہیں۔ اولڈ ایج ہوم کا بڑھتا ہوا رجحان اس بات کی نشاندہی کرتا ہے کہ ہمارے خاندانی نظام میں دراڑ پڑ رہی ہے۔ والدین کے ساتھ حسن سلوک کے کئی پہلو ہیں۔ ان سے نرمی سے بات کرنا، ان کی ضروریات کا خیال رکھنا، ان کی خدمت کرنا، ان کے لیے دعا کرنا اور ان کی زندگی کے بعد ان کے دوستوں اور رشتہ داروں سے تعلق قائم رکھنا۔ افسوس کی بات ہے کہ آج کے مادی دور میں بہت سے لوگ اپنے والدین کو بوجھ سمجھنے لگے ہیں۔ اولڈ ایج ہوم کا بڑھتا ہوا رجحان اس بات کی نشاندہی کرتا ہے کہ ہمارے خاندانی نظام میں دراڑ پڑ رہی ہے۔ یاد رکھنا چاہیے کہ والدین کی خدمت صرف ایک اخلاقی فریضہ نہیں بلکہ ایک عظیم عبادت ہے جس کا اجر دنیا اور آخرت دونوں میں ملتا ہے۔ جو شخص اپنے والدین کی خدمت کرتا ہے، اللہ تعالیٰ اس کے رزق میں برکت دیتا ہے اور اس کی عمر دراز کرتا ہے۔ آئیے ہم عہد کریں کہ اپنے والدین کے ساتھ بہترین سلوک کریں گے اور اپنی اولاد کو بھی یہی تعلیم دیں گے، تاکہ یہ سلسلہ نسل در نسل جاری رہے اور ہمارا معاشرہ محبت اور احترام کا گہوارہ بنے۔ تعالیٰ نے قرآن کریم میں اپنی عبادت کے فوراً بعد والدین کے ساتھ حسن سلوک کا حکم دیا ہے۔ یہ ترتیب خود اس بات کی دلیل ہے کہ والدین کا مقام بندگی کے بعد سب سے بلند ہے۔ ارشاد باری تعالیٰ ہے: اور تمہارے رب نے فیصلہ کر دیا ہے کہ اس کے سوا کسی کی عبادت نہ کرو اور والدین کے ساتھ احسان کرو۔ اگر ان میں سے ایک یا دونوں تمہارے پاس بڑھاپے کو پہنچ جائیں تو انہیں اف تک نہ کہو۔ نبی کریم صلی اللہ علیہ وسلم نے فرمایا کہ والدین کی رضا میں اللہ کی رضا ہے اور والدین کی ناراضگی میں اللہ کی ناراضگی ہے۔ ایک اور موقع پر آپ نے فرمایا کہ ماں کے قدموں تلے جنت ہے۔ یاد رکھنا چاہیے کہ والدین کی خدمت صرف ایک اخلاقی فریضہ نہیں بلکہ ایک عظیم عبادت ہے جس کا اجر دنیا اور آخرت دونوں میں ملتا ہے۔ جو شخص اپنے والدین کی خدمت کرتا ہے، اللہ تعالیٰ اس کے رزق میں برکت دیتا ہے اور اس کی عمر دراز کرتا ہے۔ آئیے ہم عہد کریں کہ اپنے والدین کے ساتھ بہترین سلوک کریں گے اور اپنی اولاد کو بھی یہی تعلیم دیں گے، تاکہ یہ سلسلہ نسل در نسل جاری رہے اور ہمارا معاشرہ محبت اور احترام کا گہوارہ بنے۔ تعالیٰ نے قرآن کریم میں اپنی عبادت کے فوراً بعد والدین کے ساتھ حسن سلوک کا حکم دیا ہے۔ یہ ترتیب خود اس بات کی دلیل ہے کہ والدین کا مقام بندگی کے بعد سب سے بلند ہے۔ یاد رکھنا چاہیے کہ والدین کی خدمت صرف ایک اخلاقی فریضہ نہیں بلکہ ایک عظیم عبادت ہے جس کا اجر دنیا اور آخرت دونوں میں ملتا ہے۔ جو شخص اپنے والدین کی خدمت کرتا ہے، اللہ تعالیٰ اس کے رزق میں برکت دیتا ہے اور اس کی عمر دراز کرتا ہے۔ آئیے ہم عہد کریں کہ اپنے والدین کے ساتھ بہترین سلوک کریں گے اور اپنی اولاد کو بھی یہی تعلیم دیں گے، تاکہ یہ سلسلہ نسل در نسل جاری رہے اور ہمارا معاشرہ محبت اور احترام کا گہوارہ بنے۔ تعالیٰ نے قرآن کریم میں اپنی عبادت کے فوراً بعد والدین کے ساتھ حسن سلوک کا حکم دیا ہے۔ یہ ترتیب خود اس بات کی دلیل ہے کہ والدین کا مقام بندگی کے بعد سب سے بلند ہے۔ ارشاد باری تعالیٰ ہے: اور تمہارے رب نے فیصلہ کر دیا ہے کہ اس کے سوا کسی کی عبادت نہ کرو اور والدین کے ساتھ احسان کرو۔ اگر ان میں سے ایک یا دونوں تمہارے پاس بڑھاپے کو پہنچ جائیں تو انہیں اف تک نہ کہو۔ نبی کریم صلی اللہ علیہ وسلم نے فرمایا کہ والدین کی رضا میں اللہ کی رضا ہے اور والدین کی ناراضگی میں اللہ کی ناراضگی ہے۔ ایک اور موقع پر آپ نے فرمایا کہ ماں کے قدموں تلے جنت ہے۔ والدین کے ساتھ حسن سلوک کے کئی پہلو ہیں۔ ان سے نرمی سے بات کرنا، ان کی ضروریات کا خیال رکھنا، ان کی خدمت کرنا، ان کے لیے دعا کرنا اور ان کی زندگی کے بعد ان کے دوستوں اور رشتہ داروں سے تعلق قائم رکھنا۔ افسوس کی بات ہے کہ آج کے مادی دور میں بہت سے لوگ اپنے والدین کو بوجھ سمجھنے لگے ہیں۔ اولڈ ایج ہوم کا بڑھتا ہوا رجحان اس بات کی نشاندہی کرتا ہے کہ ہمارے خاندانی نظام میں دراڑ پڑ رہی ہے۔ آئیے ہم عہد کریں کہ اپنے والدین کے ساتھ بہترین سلوک کریں گے اور اپنی اولاد کو بھی یہی تعلیم دیں گے، تاکہ یہ سلسلہ نسل در نسل جاری رہے اور ہمارا معاشرہ محبت اور احترام کا گہوارہ بنے۔ ارشاد باری تعالیٰ ہے: اور تمہارے رب نے فیصلہ کر دیا ہے کہ اس کے سوا کسی کی عبادت نہ کرو اور والدین کے ساتھ احسان کرو۔ اگر ان میں سے ایک یا دونوں تمہارے پاس بڑھاپے کو پہنچ جائیں تو انہیں اف تک نہ کہو۔ drsaidullahnadwi@gmail.com نکاح کے راستے میں جہیز سب سے بڑی رکاوٹ عبداللطیف ندوی جہیز ایک ایسی لعنت ہے جس نے ہمارے معاشرے کی جڑیں کھوکھلی کر دی ہیں۔ یہ رسم نہ صرف غیر اسلامی ہے بلکہ اس نے لاکھوں بچیوں کے نکاح میں رکاوٹ ڈال رکھی ہے۔ شادی کے موقع پر لڑکی والوں کی طرف سے لڑکے کو سامان، نقدی اور دیگر اشیاء دینے کی رسم نے غریب خاندانوں کی کمر توڑ دی ہے۔ بہت سے والدین اپنی بیٹیوں کے لیے مناسب رشتہ تلاش نہیں کر پاتے کیونکہ وہ جہیز کا مطالبہ پورا کرنے کی استطاعت نہیں رکھتے۔ اسلام میں اس کا کوئی تصور نہیں ہے۔ بلکہ اسلام نے مہر کا حکم دیا ہے جو شوہر کی طرف سے بیوی کو دیا جاتا ہے۔ نبی کریم صلی اللہ علیہ وسلم نے فرمایا کہ سب سے بابرکت نکاح وہ ہے جس میں کم سے کم خرچ ہو۔ آج صورتحال یہ ہے کہ شادی کی تقریبات میں لاکھوں روپے خرچ کیے جاتے ہیں۔ دکھاوے اور نمائش کا یہ کلچر نہ صرف مالی بربادی کا سبب بنتا ہے بلکہ اس سے معاشرے میں طبقاتی تفریق بھی بڑھتی ہے۔ اس لعنت کے خاتمے کے لیے ضروری ہے کہ علمائے کرام، سماجی کارکنان اور تعلیم یافتہ طبقہ آگے بڑھے۔ مساجد کے منبروں سے اس کے خلاف آواز بلند کی جائے اور اجتماعی شادیوں کے انعقاد کو فروغ دیا جائے۔ نوجوانوں کو چاہیے کہ وہ خود عہد کریں کہ وہ جہیز نہیں لیں گے۔ جب تک نوجوان نسل اس برائی کے خلاف کھڑی نہیں ہوگی، یہ رسم ختم نہیں ہو سکتی۔ قانون بھی اس معاملے میں موجود ہے، مگر محض قانون سے کوئی سماجی برائی ختم نہیں ہوتی۔ اس کے لیے ذہنوں کی تبدیلی ضروری ہے اور یہ تبدیلی تعلیم، تربیت اور شعور سے ہی ممکن ہے۔ ایک ایسی لعنت ہے جس نے ہمارے معاشرے کی جڑیں کھوکھلی کر دی ہیں۔ یہ رسم نہ صرف غیر اسلامی ہے بلکہ اس نے لاکھوں بچیوں کے نکاح میں رکاوٹ ڈال رکھی ہے۔ شادی کے موقع پر لڑکی والوں کی طرف سے لڑکے کو سامان، نقدی اور دیگر اشیاء دینے کی رسم نے غریب خاندانوں کی کمر توڑ دی ہے۔ بہت سے والدین اپنی بیٹیوں کے لیے مناسب رشتہ تلاش نہیں کر پاتے کیونکہ وہ جہیز کا مطالبہ پورا کرنے کی استطاعت نہیں رکھتے۔ اسلام میں اس کا کوئی تصور نہیں ہے۔ بلکہ اسلام نے مہر کا حکم دیا ہے جو شوہر کی طرف سے بیوی کو دیا جاتا ہے۔ نبی کریم صلی اللہ علیہ وسلم نے فرمایا کہ سب سے بابرکت نکاح وہ ہے جس میں کم سے کم خرچ ہو۔ آج صورتحال یہ ہے کہ شادی کی تقریبات میں لاکھوں روپے خرچ کیے جاتے ہیں۔ دکھاوے اور نمائش کا یہ کلچر نہ صرف مالی بربادی کا سبب بنتا ہے بلکہ اس سے معاشرے میں طبقاتی تفریق بھی بڑھتی ہے۔ اس لعنت کے خاتمے کے لیے ضروری ہے کہ علمائے کرام، سماجی کارکنان اور تعلیم یافتہ طبقہ آگے بڑھے۔ مساجد کے منبروں سے اس کے خلاف آواز بلند کی جائے اور اجتماعی شادیوں کے انعقاد کو فروغ دیا جائے۔ نوجوانوں کو چاہیے کہ وہ خود عہد کریں کہ وہ جہیز نہیں لیں گے۔ جب تک نوجوان نسل اس برائی کے خلاف کھڑی نہیں ہوگی، یہ رسم ختم نہیں ہو سکتی۔ قانون بھی اس معاملے میں موجود ہے، مگر محض قانون سے کوئی سماجی برائی ختم نہیں ہوتی۔ اس کے لیے ذہنوں کی تبدیلی ضروری ہے اور یہ تبدیلی تعلیم، تربیت اور شعور سے ہی ممکن ہے۔ ایک ایسی لعنت ہے جس نے ہمارے معاشرے کی جڑیں کھوکھلی کر دی ہیں۔ یہ رسم نہ صرف غیر اسلامی ہے بلکہ اس نے لاکھوں بچیوں کے نکاح میں رکاوٹ ڈال رکھی ہے۔ اسلام میں اس کا کوئی تصور نہیں ہے۔ بلکہ اسلام نے مہر کا حکم دیا ہے جو شوہر کی طرف سے بیوی کو دیا جاتا ہے۔ نبی کریم صلی اللہ علیہ وسلم نے فرمایا کہ سب سے بابرکت نکاح وہ ہے جس میں کم سے کم خرچ ہو۔ آج صورتحال یہ ہے کہ شادی کی تقریبات میں لاکھوں روپے خرچ کیے جاتے ہیں۔ دکھاوے اور نمائش کا یہ کلچر نہ صرف مالی بربادی کا سبب بنتا ہے بلکہ اس سے معاشرے میں طبقاتی تفریق بھی بڑھتی ہے۔ آج صورتحال یہ ہے کہ شادی کی تقریبات میں لاکھوں روپے خرچ کیے جاتے ہیں۔ دکھاوے اور نمائش کا یہ کلچر نہ صرف مالی بربادی کا سبب بنتا ہے بلکہ اس سے معاشرے میں طبقاتی تفریق بھی بڑھتی ہے۔ اس لعنت کے خاتمے کے لیے ضروری ہے کہ علمائے کرام، سماجی کارکنان اور تعلیم یافتہ طبقہ آگے بڑھے۔ مساجد کے منبروں سے اس کے خلاف آواز بلند کی جائے اور اجتماعی شادیوں کے انعقاد کو فروغ دیا جائے۔ نوجوانوں کو چاہیے کہ وہ خود عہد کریں کہ وہ جہیز نہیں لیں گے۔ جب تک نوجوان نسل اس برائی کے خلاف کھڑی نہیں ہوگی، یہ رسم ختم نہیں ہو سکتی۔ قانون بھی اس معاملے میں موجود ہے، مگر محض قانون سے کوئی سماجی برائی ختم نہیں ہوتی۔ اس کے لیے ذہنوں کی تبدیلی ضروری ہے اور یہ تبدیلی تعلیم، تربیت اور شعور سے ہی ممکن ہے۔ ایک ایسی لعنت ہے جس نے ہمارے معاشرے کی جڑیں کھوکھلی کر دی ہیں۔ یہ رسم نہ صرف غیر اسلامی ہے بلکہ اس نے لاکھوں بچیوں کے نکاح میں رکاوٹ ڈال رکھی ہے۔ شادی کے موقع پر لڑکی والوں کی طرف سے لڑکے کو سامان، نقدی اور دیگر اشیاء دینے کی رسم نے غریب خاندانوں کی کمر توڑ دی ہے۔ بہت سے والدین اپنی بیٹیوں کے لیے مناسب رشتہ تلاش نہیں کر پاتے کیونکہ وہ جہیز کا مطالبہ پورا کرنے کی استطاعت نہیں رکھتے۔ اسلام میں اس کا کوئی تصور نہیں ہے۔ بلکہ اسلام نے مہر کا حکم دیا ہے جو شوہر کی طرف سے بیوی کو دیا جاتا ہے۔ نبی کریم صلی اللہ علیہ وسلم نے فرمایا کہ سب سے بابرکت نکاح وہ ہے جس میں کم سے کم خرچ ہو۔ اس لعنت کے خاتمے کے لیے ضروری ہے کہ علمائے کرام، سماجی کارکنان اور تعلیم یافتہ طبقہ آگے بڑھے۔ مساجد کے منبروں سے اس کے خلاف آواز بلند کی جائے اور اجتماعی شادیوں کے انعقاد کو فروغ دیا جائے۔ نوجوانوں کو چاہیے کہ وہ خود عہد کریں کہ وہ جہیز نہیں لیں گے۔ جب تک نوجوان نسل اس برائی کے خلاف کھڑی نہیں ہوگی، یہ رسم ختم نہیں ہو سکتی۔ نوجوانوں کو چاہیے کہ وہ خود عہد کریں کہ وہ جہیز نہیں لیں گے۔ جب تک نوجوان نسل اس برائی کے خلاف کھڑی نہیں ہوگی، یہ رسم ختم نہیں ہو سکتی۔ قانون بھی اس معاملے میں موجود ہے، مگر محض قانون سے کوئی سماجی برائی ختم نہیں ہوتی۔ اس کے لیے ذہنوں کی تبدیلی ضروری ہے اور یہ تبدیلی تعلیم، تربیت اور شعور سے ہی ممکن ہے۔ ایک ایسی لعنت ہے جس نے ہمارے معاشرے کی جڑیں کھوکھلی کر دی ہیں۔ یہ رسم نہ صرف غیر اسلامی ہے بلکہ اس نے لاکھوں بچیوں کے نکاح میں رکاوٹ ڈال رکھی ہے۔ شادی کے موقع پر لڑکی والوں کی طرف سے لڑکے کو سامان، نقدی اور دیگر اشیاء دینے کی رسم نے غریب خاندانوں کی کمر توڑ دی ہے۔ بہت سے والدین اپنی بیٹیوں کے لیے مناسب رشتہ تلاش نہیں کر پاتے کیونکہ وہ جہیز کا مطالبہ پورا کرنے کی استطاعت نہیں رکھتے۔ اسلام میں اس کا کوئی تصور نہیں ہے۔ بلکہ اسلام نے مہر کا حکم دیا ہے جو شوہر کی طرف سے بیوی کو دیا جاتا ہے۔ نبی کریم صلی اللہ علیہ وسلم نے فرمایا کہ سب سے بابرکت نکاح وہ ہے جس میں کم سے کم خرچ ہو۔ آج صورتحال یہ ہے کہ شادی کی تقریبات میں لاکھوں روپے خرچ کیے جاتے ہیں۔ دکھاوے اور نمائش کا یہ کلچر نہ صرف مالی بربادی کا سبب بنتا ہے بلکہ اس سے معاشرے میں طبقاتی تفریق بھی بڑھتی ہے۔ اس لعنت کے خاتمے کے لیے ضروری ہے کہ علمائے کرام، سماجی کارکنان اور تعلیم یافتہ طبقہ آگے بڑھے۔ مساجد کے منبروں سے اس کے خلاف آواز بلند کی جائے اور اجتماعی شادیوں کے انعقاد کو فروغ دیا جائے۔ قانون بھی اس معاملے میں موجود ہے، مگر محض قانون سے کوئی سماجی برائی ختم نہیں ہوتی۔ اس کے لیے ذہنوں کی تبدیلی ضروری ہے اور یہ تبدیلی تعلیم، تربیت اور شعور سے ہی ممکن ہے۔ شادی کے موقع پر لڑکی والوں کی طرف سے لڑکے کو سامان، نقدی اور دیگر اشیاء دینے کی رسم نے غریب خاندانوں کی کمر توڑ دی ہے۔ بہت سے والدین اپنی بیٹیوں کے لیے مناسب رشتہ تلاش نہیں کر پاتے کیونکہ وہ جہیز کا مطالبہ پورا کرنے کی استطاعت نہیں رکھتے۔ ▫▪▫ <box>57 41 1490 2336</box>
article-waldain-lead-label: اللہ <box>1297 1207 1319 1222</box>
article-waldain-headline: والدین کی اطاعت کرکے دونوں جہاں کی نعمتیں بٹورلو <box>795 966 1466 996</box>
article-nikah-col-1: ایک ایسی لعنت ہے جس نے ہمارے معاشرے کی جڑیں کھوکھلی کر دی ہیں۔ یہ رسم نہ صرف غیر اسلامی ہے بلکہ اس نے لاکھوں بچیوں کے نکاح میں رکاوٹ ڈال رکھی ہے۔ شادی کے موقع پر لڑکی والوں کی طرف سے لڑکے کو سامان، نقدی اور دیگر اشیاء دینے کی رسم نے غریب خاندانوں کی کمر توڑ دی ہے۔ بہت سے والدین اپنی بیٹیوں کے لیے مناسب رشتہ تلاش نہیں کر پاتے کیونکہ وہ جہیز کا مطالبہ پورا کرنے کی استطاعت نہیں رکھتے۔ اسلام میں اس کا کوئی تصور نہیں ہے۔ بلکہ اسلام نے مہر کا حکم دیا ہے جو شوہر کی طرف سے بیوی کو دیا جاتا ہے۔ نبی کریم صلی اللہ علیہ وسلم نے فرمایا کہ سب سے بابرکت نکاح وہ ہے جس میں کم سے کم خرچ ہو۔ آج صورتحال یہ ہے کہ شادی کی تقریبات میں لاکھوں روپے خرچ کیے جاتے ہیں۔ دکھاوے اور نمائش کا یہ کلچر نہ صرف مالی بربادی کا سبب بنتا ہے بلکہ اس سے معاشرے میں طبقاتی تفریق بھی بڑھتی ہے۔ اس لعنت کے خاتمے کے لیے ضروری ہے کہ علمائے کرام، سماجی کارکنان اور تعلیم یافتہ طبقہ آگے بڑھے۔ مساجد کے منبروں سے اس کے خلاف آواز بلند کی جائے اور اجتماعی شادیوں کے انعقاد کو فروغ دیا جائے۔ نوجوانوں کو چاہیے کہ وہ خود عہد کریں کہ وہ جہیز نہیں لیں گے۔ جب تک نوجوان نسل اس برائی کے خلاف کھڑی نہیں ہوگی، یہ رسم ختم نہیں ہو سکتی۔ قانون بھی اس معاملے میں موجود ہے، مگر محض قانون سے کوئی سماجی برائی ختم نہیں ہوتی۔ اس کے لیے ذہنوں کی تبدیلی ضروری ہے اور یہ تبدیلی تعلیم، تربیت اور شعور سے ہی ممکن ہے۔ ایک ایسی لعنت ہے جس نے ہمارے معاشرے کی جڑیں کھوکھلی کر دی ہیں۔ یہ رسم نہ صرف غیر اسلامی ہے بلکہ اس نے لاکھوں بچیوں کے نکاح میں رکاوٹ ڈال رکھی ہے۔ <box>551 1252 733 1720</box>
article-waldain-col-4: یاد رکھنا چاہیے کہ والدین کی خدمت صرف ایک اخلاقی فریضہ نہیں بلکہ ایک عظیم عبادت ہے جس کا اجر دنیا اور آخرت دونوں میں ملتا ہے۔ جو شخص اپنے والدین کی خدمت کرتا ہے، اللہ تعالیٰ اس کے رزق میں برکت دیتا ہے اور اس کی عمر دراز کرتا ہے۔ آئیے ہم عہد کریں کہ اپنے والدین کے ساتھ بہترین سلوک کریں گے اور اپنی اولاد کو بھی یہی تعلیم دیں گے، تاکہ یہ سلسلہ نسل در نسل جاری رہے اور ہمارا معاشرہ محبت اور احترام کا گہوارہ بنے۔ تعالیٰ نے قرآن کریم میں اپنی عبادت کے فوراً بعد والدین کے ساتھ حسن سلوک کا حکم دیا ہے۔ یہ ترتیب خود اس بات کی دلیل ہے کہ والدین کا مقام بندگی کے بعد سب سے بلند ہے۔ ارشاد باری تعالیٰ ہے: اور تمہارے رب نے فیصلہ کر دیا ہے کہ اس کے سوا کسی کی عبادت نہ کرو اور والدین کے ساتھ احسان کرو۔ اگر ان میں سے ایک یا دونوں تمہارے پاس بڑھاپے کو پہنچ جائیں تو انہیں اف تک نہ کہو۔ نبی کریم صلی اللہ علیہ وسلم نے فرمایا کہ والدین کی رضا میں اللہ کی رضا ہے اور والدین کی ناراضگی میں اللہ کی ناراضگی ہے۔ ایک اور موقع پر آپ نے فرمایا کہ ماں کے قدموں تلے جنت ہے۔ والدین کے ساتھ حسن سلوک کے کئی پہلو ہیں۔ ان سے نرمی سے بات کرنا، ان کی ضروریات کا خیال رکھنا، ان کی خدمت کرنا، ان کے لیے دعا کرنا اور ان کی زندگی کے بعد ان کے دوستوں اور رشتہ داروں سے تعلق قائم رکھنا۔ افسوس کی بات ہے کہ آج کے مادی دور میں بہت سے لوگ اپنے والدین کو بوجھ سمجھنے لگے ہیں۔ اولڈ ایج ہوم کا بڑھتا ہوا رجحان اس بات کی نشاندہی کرتا ہے کہ ہمارے خاندانی نظام میں دراڑ پڑ رہی ہے۔ آئیے ہم عہد کریں کہ اپنے والدین کے ساتھ بہترین سلوک کریں گے اور اپنی اولاد کو بھی یہی تعلیم دیں گے، تاکہ یہ سلسلہ نسل در نسل جاری رہے اور ہمارا معاشرہ محبت اور احترام کا گہوارہ بنے۔ ارشاد باری تعالیٰ ہے: اور تمہارے رب نے فیصلہ کر دیا ہے کہ اس کے سوا کسی کی عبادت نہ کرو اور والدین کے ساتھ احسان کرو۔ اگر ان میں سے ایک یا دونوں تمہارے پاس بڑھاپے کو پہنچ جائیں تو انہیں اف تک نہ کہو۔ <box>799 1024 953 1656</box>
article-khudi-col-3: اس کشیدگی نے خطے میں کئی نئے محاذ کھول دیے۔ ایران نے لبنان میں حزب اللہ، فلسطین میں حماس اور اسلامی جہاد، اور یمن میں حوثیوں کی پشت پناہی شروع کی، جنہیں اجتماعی طور پر محور مزاحمت کہا جاتا ہے۔ ان تنظیموں کے ذریعے ایران نے اسرائیل کے خلاف بالواسطہ جنگ کا ایک وسیع نیٹ ورک قائم کیا۔ حالیہ برسوں میں یہ کشیدگی نئے عروج پر پہنچ گئی ہے۔ اپریل 2024 میں ایران نے پہلی بار براہ راست اسرائیل پر سینکڑوں ڈرون اور میزائل داغے، جو دمشق میں اس کے قونصل خانے پر حملے کا جواب تھا۔ اس کے بعد اسرائیل نے بھی جوابی کارروائی کی اور یوں دونوں ممالک کے درمیان براہ راست تصادم کا ایک نیا باب کھل گیا۔ مشرق وسطیٰ کی موجودہ صورتحال نہایت نازک مرحلے میں داخل ہو چکی ہے۔ غزہ میں جاری جنگ، لبنان کے محاذ پر کشیدگی، بحیرہ احمر میں حوثی حملوں اور عراق و شام میں امریکی اڈوں پر حملے، یہ سب ایک ہی وسیع تر تنازع کے مختلف پہلو ہیں۔ عالمی برادری کے لیے یہ ایک بڑا چیلنج ہے کہ اس خطے میں امن کیسے قائم کیا جائے۔ اقوام متحدہ، یورپی یونین اور دیگر بین الاقوامی ادارے بارہا جنگ بندی کی اپیل کر چکے ہیں، مگر زمینی حقائق اس کے برعکس ہیں۔ تاریخ گواہ ہے کہ طاقت کے زور پر قائم کیا گیا کوئی بھی نظام دیرپا نہیں ہوتا۔ خودی اور انا کی جنگ میں انسانیت ہی سب سے زیادہ نقصان اٹھاتی ہے۔ ضرورت اس امر کی ہے کہ تمام فریق مذاکرات کی میز پر آئیں اور ایک منصفانہ و پائیدار حل تلاش کریں۔ اور طبقہ کو پیدا کرنے میں جس نے تعاون کیا اور اسے اٹھایا، اسرائیل کے خلاف اپنی جنگ میں حزب اللہ کو ایک مضبوط ترین اتحادی تصور کیا جاتا ہے۔ اس نے 1980 کی دہائی میں لبنان کے اندر اسرائیلی افواج کے خلاف مزاحمت کی تحریک کے طور پر اپنا وجود قائم کیا۔ <box>967 269 1126 780</box>
author-name: ڈاکٹر محمد سعید اللہ ندوی <box>1315 1179 1450 1209</box>
article-khudi-col-1: ایران اور اسرائیل کے مابین تنازع کی تاریخ نہایت پیچیدہ اور طویل ہے۔ 1979 کے اسلامی انقلاب سے قبل ایران اور اسرائیل کے تعلقات نسبتاً خوشگوار تھے، مگر انقلاب کے بعد صورتحال یکسر بدل گئی۔ آیت اللہ خمینی کی قیادت میں قائم ہونے والی نئی حکومت نے اسرائیل کو ایک ناجائز ریاست قرار دیا اور فلسطینی کاز کی کھل کر حمایت شروع کر دی۔ اس کشیدگی نے خطے میں کئی نئے محاذ کھول دیے۔ ایران نے لبنان میں حزب اللہ، فلسطین میں حماس اور اسلامی جہاد، اور یمن میں حوثیوں کی پشت پناہی شروع کی، جنہیں اجتماعی طور پر محور مزاحمت کہا جاتا ہے۔ ان تنظیموں کے ذریعے ایران نے اسرائیل کے خلاف بالواسطہ جنگ کا ایک وسیع نیٹ ورک قائم کیا۔ حالیہ برسوں میں یہ کشیدگی نئے عروج پر پہنچ گئی ہے۔ اپریل 2024 میں ایران نے پہلی بار براہ راست اسرائیل پر سینکڑوں ڈرون اور میزائل داغے، جو دمشق میں اس کے قونصل خانے پر حملے کا جواب تھا۔ اس کے بعد اسرائیل نے بھی جوابی کارروائی کی اور یوں دونوں ممالک کے درمیان براہ راست تصادم کا ایک نیا باب کھل گیا۔ مشرق وسطیٰ کی موجودہ صورتحال نہایت نازک مرحلے میں داخل ہو چکی ہے۔ غزہ میں جاری جنگ، لبنان کے محاذ پر کشیدگی، بحیرہ احمر میں حوثی حملوں اور عراق و شام میں امریکی اڈوں پر حملے، یہ سب ایک ہی وسیع تر تنازع کے مختلف پہلو ہیں۔ عالمی برادری کے لیے یہ ایک بڑا چیلنج ہے کہ اس خطے میں امن کیسے قائم کیا جائے۔ اقوام متحدہ، یورپی یونین اور دیگر بین الاقوامی ادارے بارہا جنگ بندی کی اپیل کر چکے ہیں، مگر زمینی حقائق اس کے برعکس ہیں۔ <box>1303 483 1469 910</box>
article-nikah-col-4: نوجوانوں کو چاہیے کہ وہ خود عہد کریں کہ وہ جہیز نہیں لیں گے۔ جب تک نوجوان نسل اس برائی کے خلاف کھڑی نہیں ہوگی، یہ رسم ختم نہیں ہو سکتی۔ قانون بھی اس معاملے میں موجود ہے، مگر محض قانون سے کوئی سماجی برائی ختم نہیں ہوتی۔ اس کے لیے ذہنوں کی تبدیلی ضروری ہے اور یہ تبدیلی تعلیم، تربیت اور شعور سے ہی ممکن ہے۔ ایک ایسی لعنت ہے جس نے ہمارے معاشرے کی جڑیں کھوکھلی کر دی ہیں۔ یہ رسم نہ صرف غیر اسلامی ہے بلکہ اس نے لاکھوں بچیوں کے نکاح میں رکاوٹ ڈال رکھی ہے۔ شادی کے موقع پر لڑکی والوں کی طرف سے لڑکے کو سامان، نقدی اور دیگر اشیاء دینے کی رسم نے غریب خاندانوں کی کمر توڑ دی ہے۔ بہت سے والدین اپنی بیٹیوں کے لیے مناسب رشتہ تلاش نہیں کر پاتے کیونکہ وہ جہیز کا مطالبہ پورا کرنے کی استطاعت نہیں رکھتے۔ اسلام میں اس کا کوئی تصور نہیں ہے۔ بلکہ اسلام نے مہر کا حکم دیا ہے جو شوہر کی طرف سے بیوی کو دیا جاتا ہے۔ نبی کریم صلی اللہ علیہ وسلم نے فرمایا کہ سب سے بابرکت نکاح وہ ہے جس میں کم سے کم خرچ ہو۔ آج صورتحال یہ ہے کہ شادی کی تقریبات میں لاکھوں روپے خرچ کیے جاتے ہیں۔ دکھاوے اور نمائش کا یہ کلچر نہ صرف مالی بربادی کا سبب بنتا ہے بلکہ اس سے معاشرے میں طبقاتی تفریق بھی بڑھتی ہے۔ اس لعنت کے خاتمے کے لیے ضروری ہے کہ علمائے کرام، سماجی کارکنان اور تعلیم یافتہ طبقہ آگے بڑھے۔ مساجد کے منبروں سے اس کے خلاف آواز بلند کی جائے اور اجتماعی شادیوں کے انعقاد کو فروغ دیا جائے۔ قانون بھی اس معاملے میں موجود ہے، مگر محض قانون سے کوئی سماجی برائی ختم نہیں ہوتی۔ اس کے لیے ذہنوں کی تبدیلی ضروری ہے اور یہ تبدیلی تعلیم، تربیت اور شعور سے ہی ممکن ہے۔ شادی کے موقع پر لڑکی والوں کی طرف سے لڑکے کو سامان، نقدی اور دیگر اشیاء دینے کی رسم نے غریب خاندانوں کی کمر توڑ دی ہے۔ بہت سے والدین اپنی بیٹیوں کے لیے مناسب رشتہ تلاش نہیں کر پاتے کیونکہ وہ جہیز کا مطالبہ پورا کرنے کی استطاعت نہیں رکھتے۔ <box>84 1024 229 1669</box>
dateline-urdu: نئی دہلی، 28 اکتوبر ، 2024 ، پیر <box>121 114 309 133</box>
article-nikah-col-2: شادی کے موقع پر لڑکی والوں کی طرف سے لڑکے کو سامان، نقدی اور دیگر اشیاء دینے کی رسم نے غریب خاندانوں کی کمر توڑ دی ہے۔ بہت سے والدین اپنی بیٹیوں کے لیے مناسب رشتہ تلاش نہیں کر پاتے کیونکہ وہ جہیز کا مطالبہ پورا کرنے کی استطاعت نہیں رکھتے۔ اسلام میں اس کا کوئی تصور نہیں ہے۔ بلکہ اسلام نے مہر کا حکم دیا ہے جو شوہر کی طرف سے بیوی کو دیا جاتا ہے۔ نبی کریم صلی اللہ علیہ وسلم نے فرمایا کہ سب سے بابرکت نکاح وہ ہے جس میں کم سے کم خرچ ہو۔ آج صورتحال یہ ہے کہ شادی کی تقریبات میں لاکھوں روپے خرچ کیے جاتے ہیں۔ دکھاوے اور نمائش کا یہ کلچر نہ صرف مالی بربادی کا سبب بنتا ہے بلکہ اس سے معاشرے میں طبقاتی تفریق بھی بڑھتی ہے۔ اس لعنت کے خاتمے کے لیے ضروری ہے کہ علمائے کرام، سماجی کارکنان اور تعلیم یافتہ طبقہ آگے بڑھے۔ مساجد کے منبروں سے اس کے خلاف آواز بلند کی جائے اور اجتماعی شادیوں کے انعقاد کو فروغ دیا جائے۔ نوجوانوں کو چاہیے کہ وہ خود عہد کریں کہ وہ جہیز نہیں لیں گے۔ جب تک نوجوان نسل اس برائی کے خلاف کھڑی نہیں ہوگی، یہ رسم ختم نہیں ہو سکتی۔ قانون بھی اس معاملے میں موجود ہے، مگر محض قانون سے کوئی سماجی برائی ختم نہیں ہوتی۔ اس کے لیے ذہنوں کی تبدیلی ضروری ہے اور یہ تبدیلی تعلیم، تربیت اور شعور سے ہی ممکن ہے۔ ایک ایسی لعنت ہے جس نے ہمارے معاشرے کی جڑیں کھوکھلی کر دی ہیں۔ یہ رسم نہ صرف غیر اسلامی ہے بلکہ اس نے لاکھوں بچیوں کے نکاح میں رکاوٹ ڈال رکھی ہے۔ اسلام میں اس کا کوئی تصور نہیں ہے۔ بلکہ اسلام نے مہر کا حکم دیا ہے جو شوہر کی طرف سے بیوی کو دیا جاتا ہے۔ نبی کریم صلی اللہ علیہ وسلم نے فرمایا کہ سب سے بابرکت نکاح وہ ہے جس میں کم سے کم خرچ ہو۔ آج صورتحال یہ ہے کہ شادی کی تقریبات میں لاکھوں روپے خرچ کیے جاتے ہیں۔ دکھاوے اور نمائش کا یہ کلچر نہ صرف مالی بربادی کا سبب بنتا ہے بلکہ اس سے معاشرے میں طبقاتی تفریق بھی بڑھتی ہے۔ <box>392 1024 543 1643</box>
author-name: ڈاکٹر ریحان اختر قاسمی <box>552 448 732 465</box>
section-title-block <box>560 67 992 137</box>
article-khudi-col-4: مشرق وسطیٰ کی موجودہ صورتحال نہایت نازک مرحلے میں داخل ہو چکی ہے۔ غزہ میں جاری جنگ، لبنان کے محاذ پر کشیدگی، بحیرہ احمر میں حوثی حملوں اور عراق و شام میں امریکی اڈوں پر حملے، یہ سب ایک ہی وسیع تر تنازع کے مختلف پہلو ہیں۔ عالمی برادری کے لیے یہ ایک بڑا چیلنج ہے کہ اس خطے میں امن کیسے قائم کیا جائے۔ اقوام متحدہ، یورپی یونین اور دیگر بین الاقوامی ادارے بارہا جنگ بندی کی اپیل کر چکے ہیں، مگر زمینی حقائق اس کے برعکس ہیں۔ تاریخ گواہ ہے کہ طاقت کے زور پر قائم کیا گیا کوئی بھی نظام دیرپا نہیں ہوتا۔ خودی اور انا کی جنگ میں انسانیت ہی سب سے زیادہ نقصان اٹھاتی ہے۔ ضرورت اس امر کی ہے کہ تمام فریق مذاکرات کی میز پر آئیں اور ایک منصفانہ و پائیدار حل تلاش کریں۔ اور طبقہ کو پیدا کرنے میں جس نے تعاون کیا اور اسے اٹھایا، اسرائیل کے خلاف اپنی جنگ میں حزب اللہ کو ایک مضبوط ترین اتحادی تصور کیا جاتا ہے۔ اس نے 1980 کی دہائی میں لبنان کے اندر اسرائیلی افواج کے خلاف مزاحمت کی تحریک کے طور پر اپنا وجود قائم کیا۔ ایران اور اسرائیل کے مابین تنازع کی تاریخ نہایت پیچیدہ اور طویل ہے۔ 1979 کے اسلامی انقلاب سے قبل ایران اور اسرائیل کے تعلقات نسبتاً خوشگوار تھے، مگر انقلاب کے بعد صورتحال یکسر بدل گئی۔ آیت اللہ خمینی کی قیادت میں قائم ہونے والی نئی حکومت نے اسرائیل کو ایک ناجائز ریاست قرار دیا اور فلسطینی کاز کی کھل کر حمایت شروع کر دی۔ اس کشیدگی نے خطے میں کئی نئے محاذ کھول دیے۔ ایران نے لبنان میں حزب اللہ، فلسطین میں حماس اور اسلامی جہاد، اور یمن میں حوثیوں کی پشت پناہی شروع کی، جنہیں اجتماعی طور پر محور مزاحمت کہا جاتا ہے۔ ان تنظیموں کے ذریعے ایران نے اسرائیل کے خلاف بالواسطہ جنگ کا ایک وسیع نیٹ ورک قائم کیا۔ <box>799 269 958 794</box>
bottom-red-rule <box>59 2331 1488 2334</box>
article-talaq <box>81 168 765 207</box>
article-nikah-col-3: آج صورتحال یہ ہے کہ شادی کی تقریبات میں لاکھوں روپے خرچ کیے جاتے ہیں۔ دکھاوے اور نمائش کا یہ کلچر نہ صرف مالی بربادی کا سبب بنتا ہے بلکہ اس سے معاشرے میں طبقاتی تفریق بھی بڑھتی ہے۔ اس لعنت کے خاتمے کے لیے ضروری ہے کہ علمائے کرام، سماجی کارکنان اور تعلیم یافتہ طبقہ آگے بڑھے۔ مساجد کے منبروں سے اس کے خلاف آواز بلند کی جائے اور اجتماعی شادیوں کے انعقاد کو فروغ دیا جائے۔ نوجوانوں کو چاہیے کہ وہ خود عہد کریں کہ وہ جہیز نہیں لیں گے۔ جب تک نوجوان نسل اس برائی کے خلاف کھڑی نہیں ہوگی، یہ رسم ختم نہیں ہو سکتی۔ قانون بھی اس معاملے میں موجود ہے، مگر محض قانون سے کوئی سماجی برائی ختم نہیں ہوتی۔ اس کے لیے ذہنوں کی تبدیلی ضروری ہے اور یہ تبدیلی تعلیم، تربیت اور شعور سے ہی ممکن ہے۔ ایک ایسی لعنت ہے جس نے ہمارے معاشرے کی جڑیں کھوکھلی کر دی ہیں۔ یہ رسم نہ صرف غیر اسلامی ہے بلکہ اس نے لاکھوں بچیوں کے نکاح میں رکاوٹ ڈال رکھی ہے۔ شادی کے موقع پر لڑکی والوں کی طرف سے لڑکے کو سامان، نقدی اور دیگر اشیاء دینے کی رسم نے غریب خاندانوں کی کمر توڑ دی ہے۔ بہت سے والدین اپنی بیٹیوں کے لیے مناسب رشتہ تلاش نہیں کر پاتے کیونکہ وہ جہیز کا مطالبہ پورا کرنے کی استطاعت نہیں رکھتے۔ اسلام میں اس کا کوئی تصور نہیں ہے۔ بلکہ اسلام نے مہر کا حکم دیا ہے جو شوہر کی طرف سے بیوی کو دیا جاتا ہے۔ نبی کریم صلی اللہ علیہ وسلم نے فرمایا کہ سب سے بابرکت نکاح وہ ہے جس میں کم سے کم خرچ ہو۔ اس لعنت کے خاتمے کے لیے ضروری ہے کہ علمائے کرام، سماجی کارکنان اور تعلیم یافتہ طبقہ آگے بڑھے۔ مساجد کے منبروں سے اس کے خلاف آواز بلند کی جائے اور اجتماعی شادیوں کے انعقاد کو فروغ دیا جائے۔ نوجوانوں کو چاہیے کہ وہ خود عہد کریں کہ وہ جہیز نہیں لیں گے۔ جب تک نوجوان نسل اس برائی کے خلاف کھڑی نہیں ہوگی، یہ رسم ختم نہیں ہو سکتی۔ <box>238 1024 383 1643</box>
author-name: عبداللطیف ندوی <box>581 1200 703 1217</box>
author-photo-abdullatif <box>565 1021 719 1186</box>
logo-tagline: روزنامہ راشٹریہ <box>183 93 241 104</box>
article-khudi <box>790 161 1471 275</box>
divider-vertical-bottom <box>777 962 779 2375</box>
article-khudi-headline: خودی کی زد میں ہے ساری خدائی <box>853 165 1408 271</box>
section-title: RANG-E-JAHAN <box>668 67 884 96</box>
byline-abdullatif <box>551 1194 733 1217</box>
brand-urdu: رنگ جہاں <box>1289 63 1466 105</box>
article-nikah-lead-label: جہیز <box>551 1230 581 1244</box>
byline-saidullah <box>1297 1173 1468 1209</box>
article-nikah <box>81 964 765 999</box>
article-waldain <box>790 964 1471 998</box>
page-number: 6 <box>81 72 101 111</box>
section-subtitle: ROZNAMA RASHTRIYA SAHARA <box>650 100 902 117</box>
article-khudi-email[interactable]: qutubullah123@gmail.com <box>799 924 934 944</box>
flag-icon <box>284 64 303 90</box>
logo-urdu-text: سہارا <box>165 54 260 93</box>
article-talaq-col-2: امریکہ میں 1990 سے 2010 کے درمیان 50 سال سے زائد عمر کے افراد میں طلاق کی شرح دوگنی ہو گئی۔ یہ رجحان اب صرف مغربی معاشروں تک محدود نہیں رہا بلکہ ایشیائی ممالک میں بھی اس کے اثرات دیکھے جا رہے ہیں۔ اس کے کئی اسباب ہیں۔ بچوں کے بڑے ہو کر گھر سے چلے جانے کے بعد میاں بیوی کے درمیان مشترکہ مصروفیت ختم ہو جاتی ہے اور ان کے درمیان جذباتی فاصلہ نمایاں ہو جاتا ہے۔ معاشی خود کفالت، خصوصاً خواتین کی، نے بھی اس رجحان کو تقویت دی ہے۔ طویل عمر اور بہتر صحت بھی ایک عنصر ہے۔ لوگ یہ سوچتے ہیں کہ ان کے پاس ابھی بیس سے تیس سال باقی ہیں، اس لیے وہ ناخوشگوار رشتے میں رہنے کے بجائے علیحدگی کو ترجیح دیتے ہیں۔ سماجی اثرات نہایت گہرے ہوتے ہیں۔ بڑی عمر میں علیحدگی کے بعد تنہائی، ڈپریشن اور معاشی مشکلات کا سامنا کرنا پڑتا ہے۔ بچے، چاہے وہ بالغ ہی کیوں نہ ہوں، والدین کی علیحدگی سے شدید متاثر ہوتے ہیں۔ معاشی طور پر ریٹائرمنٹ کی بچت دو حصوں میں تقسیم ہو جاتی ہے، جس سے دونوں فریقوں کا معیار زندگی گر جاتا ہے۔ خواتین کو اس کا زیادہ نقصان اٹھانا پڑتا ہے کیونکہ انہوں نے اکثر اپنا کیریئر گھر کے لیے قربان کیا ہوتا ہے۔ اسلامی تعلیمات میں نکاح کو ایک مضبوط معاہدہ قرار دیا گیا ہے اور طلاق کو ناپسندیدہ ترین حلال فعل کہا گیا ہے۔ قرآن نے صلح اور مصالحت کی تاکید کی ہے اور اس کے لیے دونوں خاندانوں سے ثالث مقرر کرنے کا طریقہ بتایا ہے۔ <box>392 267 537 738</box>
article-talaq-col-4: معاشی طور پر ریٹائرمنٹ کی بچت دو حصوں میں تقسیم ہو جاتی ہے، جس سے دونوں فریقوں کا معیار زندگی گر جاتا ہے۔ خواتین کو اس کا زیادہ نقصان اٹھانا پڑتا ہے کیونکہ انہوں نے اکثر اپنا کیریئر گھر کے لیے قربان کیا ہوتا ہے۔ اسلامی تعلیمات میں نکاح کو ایک مضبوط معاہدہ قرار دیا گیا ہے اور طلاق کو ناپسندیدہ ترین حلال فعل کہا گیا ہے۔ قرآن نے صلح اور مصالحت کی تاکید کی ہے اور اس کے لیے دونوں خاندانوں سے ثالث مقرر کرنے کا طریقہ بتایا ہے۔ ضروری ہے کہ سماج میں کونسلنگ کا نظام مضبوط کیا جائے، ازدواجی زندگی کے بارے میں شعور بیدار کیا جائے اور جوڑوں کو ایک دوسرے کے ساتھ وقت گزارنے، گفتگو کرنے اور ایک دوسرے کی ضروریات کو سمجھنے کی تربیت دی جائے۔ گرے طلاق سے مراد 50 سال یا اس سے زائد عمر کے جوڑوں کی علیحدگی ہے۔ یہ اصطلاح حالیہ برسوں میں عالمی سطح پر خاصی مقبول ہوئی ہے، کیونکہ طویل ازدواجی زندگی کے بعد علیحدگی کا رجحان تیزی سے بڑھا ہے۔ امریکہ میں 1990 سے 2010 کے درمیان 50 سال سے زائد عمر کے افراد میں طلاق کی شرح دوگنی ہو گئی۔ یہ رجحان اب صرف مغربی معاشروں تک محدود نہیں رہا بلکہ ایشیائی ممالک میں بھی اس کے اثرات دیکھے جا رہے ہیں۔ اس کے کئی اسباب ہیں۔ بچوں کے بڑے ہو کر گھر سے چلے جانے کے بعد میاں بیوی کے درمیان مشترکہ مصروفیت ختم ہو جاتی ہے اور ان کے درمیان جذباتی فاصلہ نمایاں ہو جاتا ہے۔ معاشی خود کفالت، خصوصاً خواتین کی، نے بھی اس رجحان کو تقویت دی ہے۔ <box>84 267 229 764</box>
publication-logo <box>138 54 286 104</box>
